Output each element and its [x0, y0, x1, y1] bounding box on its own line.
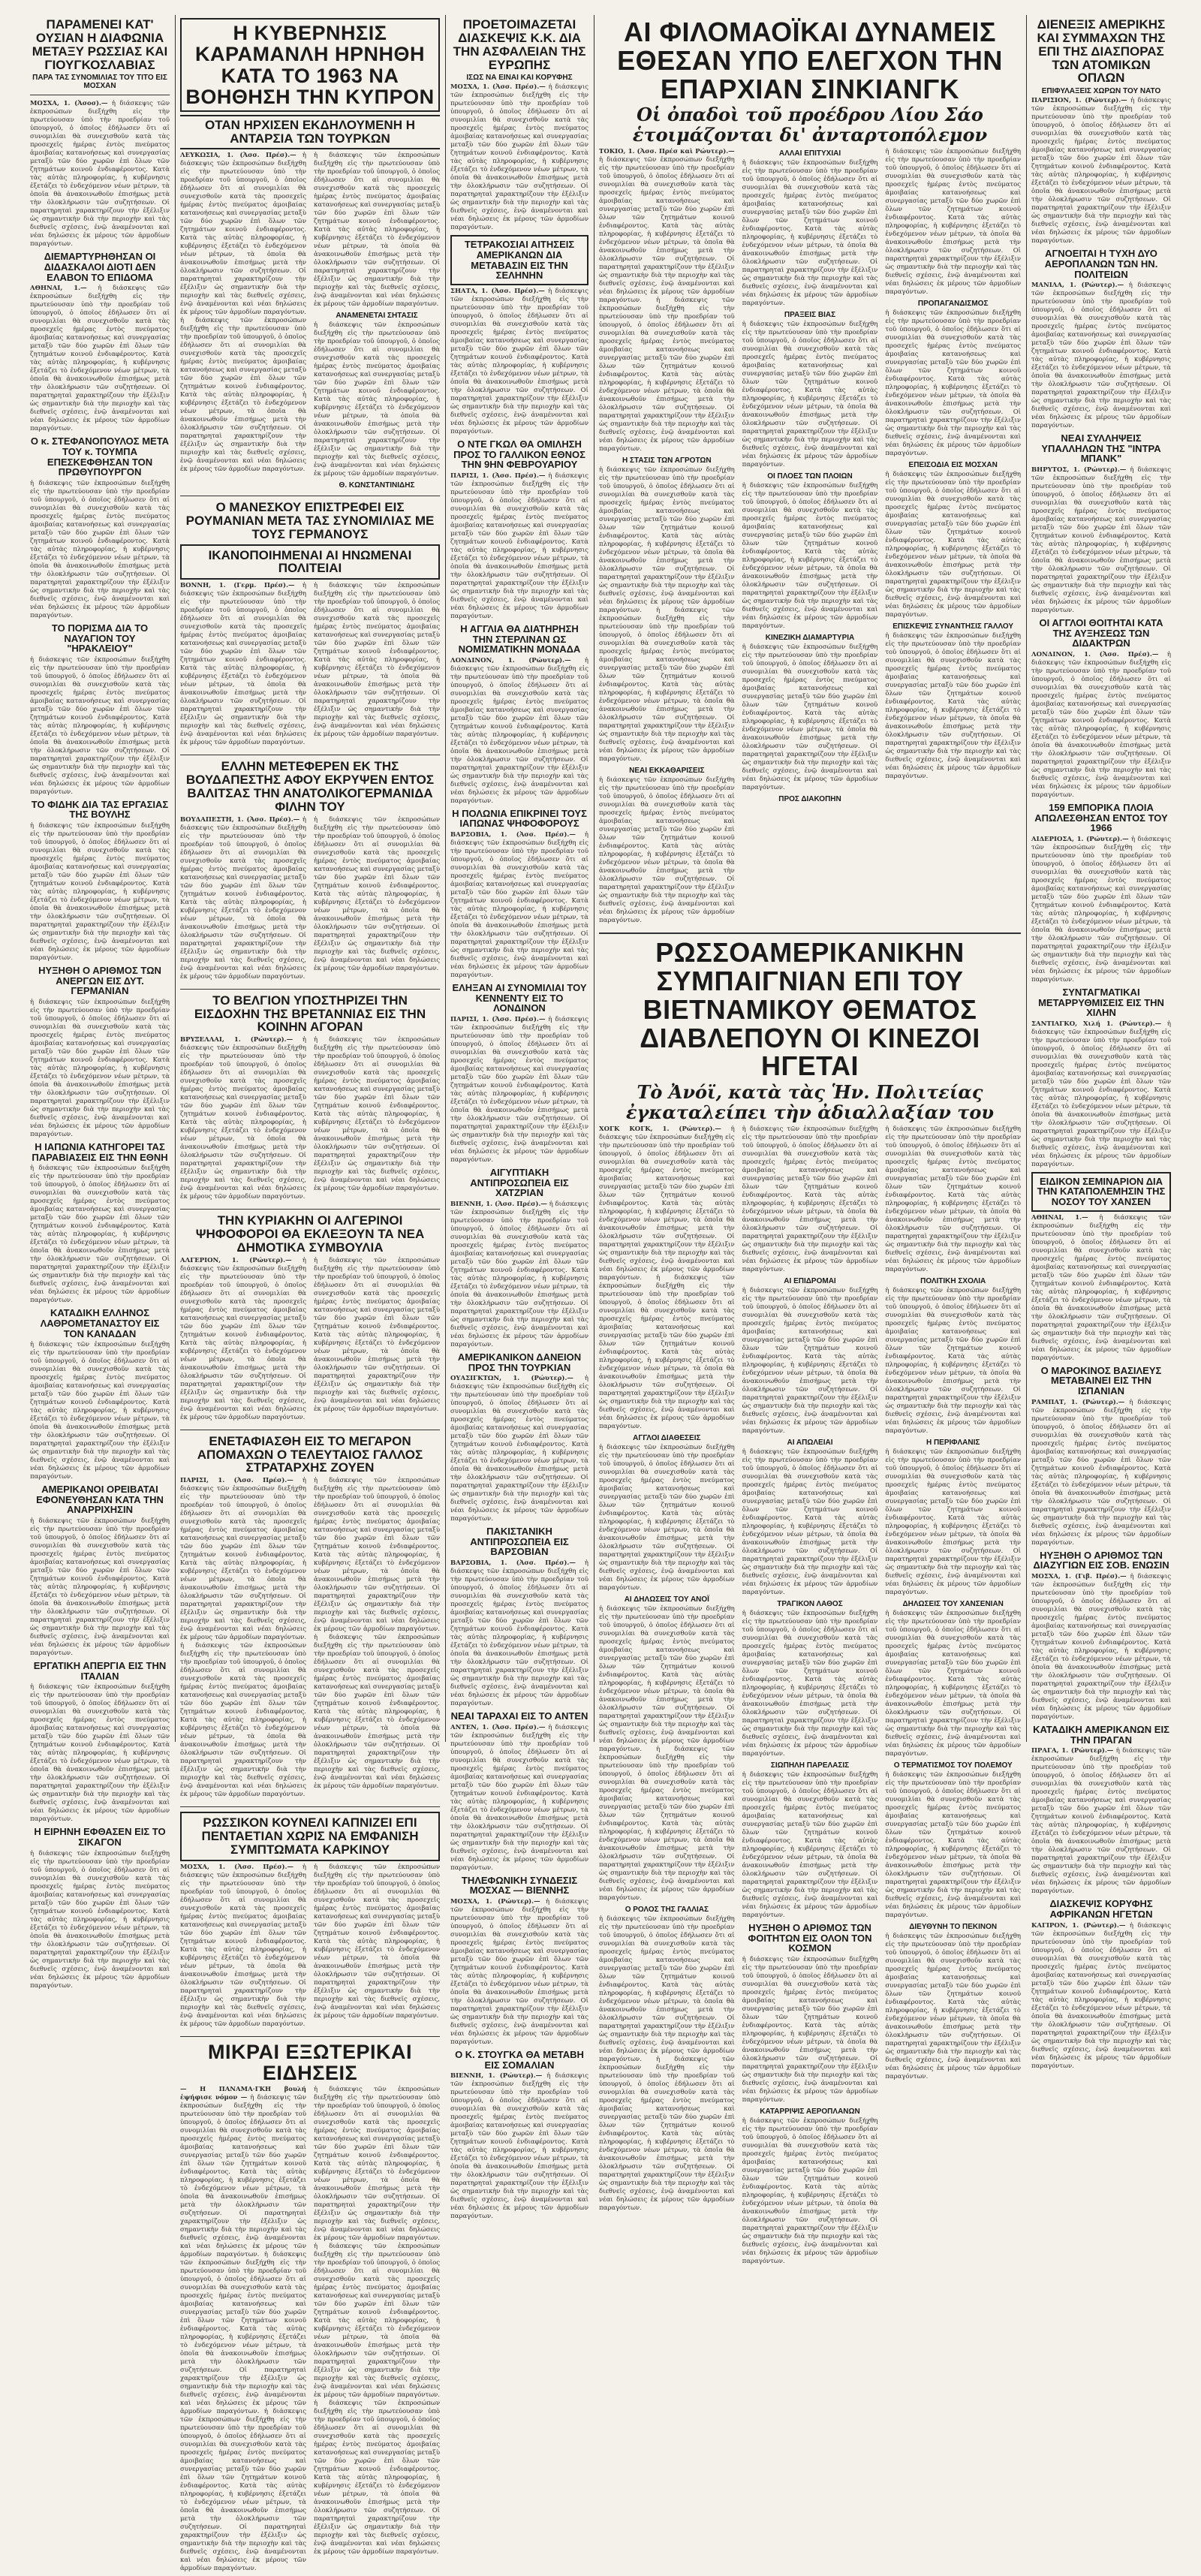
subheadline: ΟΤΑΝ ΗΡΧΙΣΕΝ ΕΚΔΗΛΟΥΜΕΝΗ Η ΑΝΤΑΡΣΙΑ ΤΩΝ ΤΟΥΡΚΩΝ: [180, 115, 440, 149]
headline: Η ΙΑΠΩΝΙΑ ΚΑΤΗΓΟΡΕΙ ΤΑΣ ΠΑΡΑΒΙΑΣΕΙΣ ΕΙΣ ΤΗΝ ΕΘΝΗ: [32, 1140, 168, 1163]
article: ΠΑΡΙΣΙ, 1. (Ἀσσ. Πρέσ).— ἡ διάσκεψις τῶν ἐκπροσώπων διεξήχθη εἰς τὴν πρωτεύουσαν ὑπὸ τὴν προεδρίαν τοῦ ὑπουργοῦ, ὁ ὁποῖος ἐδήλωσεν ὅτι αἱ συνομιλίαι θὰ συνεχισθοῦν κατὰ τὰς προσεχεῖς ἡμέρας ἐντὸς πνεύματος ἀμοιβαίας κατανοήσεως καὶ συνεργασίας μεταξὺ τῶν δύο χωρῶν ἐπὶ ὅλων τῶν ζητημάτων κοινοῦ ἐνδιαφέροντος. Κατὰ τὰς αὐτὰς πληροφορίας, ἡ κυβέρνησις ἐξετάζει τὸ ἐνδεχόμενον νέων μέτρων, τὰ ὁποῖα θὰ ἀνακοινωθοῦν ἐπισήμως μετὰ τὴν ὁλοκλήρωσιν τῶν συζητήσεων. Οἱ παρατηρηταὶ χαρακτηρίζουν τὴν ἐξέλιξιν ὡς σημαντικὴν διὰ τὴν περιοχὴν καὶ τὰς διεθνεῖς σχέσεις, ἐνῷ ἀναμένονται καὶ νέαι δηλώσεις ἐκ μέρους τῶν ἁρμοδίων παραγόντων. ἡ διάσκεψις τῶν ἐκπροσώπων διεξήχθη εἰς τὴν πρωτεύουσαν ὑπὸ τὴν προεδρίαν τοῦ ὑπουργοῦ, ὁ ὁποῖος ἐδήλωσεν ὅτι αἱ συνομιλίαι θὰ συνεχισθοῦν κατὰ τὰς προσεχεῖς ἡμέρας ἐντὸς πνεύματος ἀμοιβαίας κατανοήσεως καὶ συνεργασίας μεταξὺ τῶν δύο χωρῶν ἐπὶ ὅλων τῶν ζητημάτων κοινοῦ ἐνδιαφέροντος. Κατὰ τὰς αὐτὰς πληροφορίας, ἡ κυβέρνησις ἐξετάζει τὸ ἐνδεχόμενον νέων μέτρων, τὰ ὁποῖα θὰ ἀνακοινωθοῦν ἐπισήμως μετὰ τὴν ὁλοκλήρωσιν τῶν συζητήσεων. Οἱ παρατηρηταὶ χαρακτηρίζουν τὴν ἐξέλιξιν ὡς σημαντικὴν διὰ τὴν περιοχὴν καὶ τὰς διεθνεῖς σχέσεις, ἐνῷ ἀναμένονται καὶ νέαι δηλώσεις ἐκ μέρους τῶν ἁρμοδίων παραγόντων.: [180, 1477, 306, 1799]
column-rule: [175, 15, 176, 1742]
headline: ΗΥΞΗΘΗ Ο ΑΡΙΘΜΟΣ ΤΩΝ ΦΟΙΤΗΤΩΝ ΕΙΣ ΟΛΟΝ ΤΟΝ ΚΟΣΜΟΝ: [748, 1921, 872, 1954]
article: ἡ διάσκεψις τῶν ἐκπροσώπων διεξήχθη εἰς τὴν πρωτεύουσαν ὑπὸ τὴν προεδρίαν τοῦ ὑπουργοῦ, ὁ ὁποῖος ἐδήλωσεν ὅτι αἱ συνομιλίαι θὰ συνεχισθοῦν κατὰ τὰς προσεχεῖς ἡμέρας ἐντὸς πνεύματος ἀμοιβαίας κατανοήσεως καὶ συνεργασίας μεταξὺ τῶν δύο χωρῶν ἐπὶ ὅλων τῶν ζητημάτων κοινοῦ ἐνδιαφέροντος. Κατὰ τὰς αὐτὰς πληροφορίας, ἡ κυβέρνησις ἐξετάζει τὸ ἐνδεχόμενον νέων μέτρων, τὰ ὁποῖα θὰ ἀνακοινωθοῦν ἐπισήμως μετὰ τὴν ὁλοκλήρωσιν τῶν συζητήσεων. Οἱ παρατηρηταὶ χαρακτηρίζουν τὴν ἐξέλιξιν ὡς σημαντικὴν διὰ τὴν περιοχὴν καὶ τὰς διεθνεῖς σχέσεις, ἐνῷ ἀναμένονται καὶ νέαι δηλώσεις ἐκ μέρους τῶν ἁρμοδίων παραγόντων.: [742, 1609, 878, 1758]
headline: ΕΙΔΙΚΟΝ ΣΕΜΙΝΑΡΙΟΝ ΔΙΑ ΤΗΝ ΚΑΤΑΠΟΛΕΜΗΣΙΝ ΤΗΣ ΝΟΣΟΥ ΤΟΥ ΧΑΝΣΕΝ: [1031, 1172, 1171, 1212]
article: ΒΑΡΣΟΒΙΑ, 1. (Ἀσσ. Πρέσ).— ἡ διάσκεψις τῶν ἐκπροσώπων διεξήχθη εἰς τὴν πρωτεύουσαν ὑπὸ τὴν προεδρίαν τοῦ ὑπουργοῦ, ὁ ὁποῖος ἐδήλωσεν ὅτι αἱ συνομιλίαι θὰ συνεχισθοῦν κατὰ τὰς προσεχεῖς ἡμέρας ἐντὸς πνεύματος ἀμοιβαίας κατανοήσεως καὶ συνεργασίας μεταξὺ τῶν δύο χωρῶν ἐπὶ ὅλων τῶν ζητημάτων κοινοῦ ἐνδιαφέροντος. Κατὰ τὰς αὐτὰς πληροφορίας, ἡ κυβέρνησις ἐξετάζει τὸ ἐνδεχόμενον νέων μέτρων, τὰ ὁποῖα θὰ ἀνακοινωθοῦν ἐπισήμως μετὰ τὴν ὁλοκλήρωσιν τῶν συζητήσεων. Οἱ παρατηρηταὶ χαρακτηρίζουν τὴν ἐξέλιξιν ὡς σημαντικὴν διὰ τὴν περιοχὴν καὶ τὰς διεθνεῖς σχέσεις, ἐνῷ ἀναμένονται καὶ νέαι δηλώσεις ἐκ μέρους τῶν ἁρμοδίων παραγόντων.: [450, 1559, 588, 1708]
section-kicker: ΚΙΝΕΖΙΚΗ ΔΙΑΜΑΡΤΥΡΙΑ: [765, 634, 855, 643]
headline: ΤΗΝ ΚΥΡΙΑΚΗΝ ΟΙ ΑΛΓΕΡΙΝΟΙ ΨΗΦΟΦΟΡΟΙ ΘΑ ΕΚΛΕΞΟΥΝ ΤΑ ΝΕΑ ΔΗΜΟΤΙΚΑ ΣΥΜΒΟΥΛΙΑ: [195, 1213, 425, 1255]
article: ΜΟΣΧΑ, 1. (Ἀσοσ).— ἡ διάσκεψις τῶν ἐκπροσώπων διεξήχθη εἰς τὴν πρωτεύουσαν ὑπὸ τὴν προεδρίαν τοῦ ὑπουργοῦ, ὁ ὁποῖος ἐδήλωσεν ὅτι αἱ συνομιλίαι θὰ συνεχισθοῦν κατὰ τὰς προσεχεῖς ἡμέρας ἐντὸς πνεύματος ἀμοιβαίας κατανοήσεως καὶ συνεργασίας μεταξὺ τῶν δύο χωρῶν ἐπὶ ὅλων τῶν ζητημάτων κοινοῦ ἐνδιαφέροντος. Κατὰ τὰς αὐτὰς πληροφορίας, ἡ κυβέρνησις ἐξετάζει τὸ ἐνδεχόμενον νέων μέτρων, τὰ ὁποῖα θὰ ἀνακοινωθοῦν ἐπισήμως μετὰ τὴν ὁλοκλήρωσιν τῶν συζητήσεων. Οἱ παρατηρηταὶ χαρακτηρίζουν τὴν ἐξέλιξιν ὡς σημαντικὴν διὰ τὴν περιοχὴν καὶ τὰς διεθνεῖς σχέσεις, ἐνῷ ἀναμένονται καὶ νέαι δηλώσεις ἐκ μέρους τῶν ἁρμοδίων παραγόντων.: [30, 100, 170, 249]
subheadline: ΙΚΑΝΟΠΟΙΗΜΕΝΑΙ ΑΙ ΗΝΩΜΕΝΑΙ ΠΟΛΙΤΕΙΑΙ: [180, 544, 440, 580]
article: ἡ διάσκεψις τῶν ἐκπροσώπων διεξήχθη εἰς τὴν πρωτεύουσαν ὑπὸ τὴν προεδρίαν τοῦ ὑπουργοῦ, ὁ ὁποῖος ἐδήλωσεν ὅτι αἱ συνομιλίαι θὰ συνεχισθοῦν κατὰ τὰς προσεχεῖς ἡμέρας ἐντὸς πνεύματος ἀμοιβαίας κατανοήσεως καὶ συνεργασίας μεταξὺ τῶν δύο χωρῶν ἐπὶ ὅλων τῶν ζητημάτων κοινοῦ ἐνδιαφέροντος. Κατὰ τὰς αὐτὰς πληροφορίας, ἡ κυβέρνησις ἐξετάζει τὸ ἐνδεχόμενον νέων μέτρων, τὰ ὁποῖα θὰ ἀνακοινωθοῦν ἐπισήμως μετὰ τὴν ὁλοκλήρωσιν τῶν συζητήσεων. Οἱ παρατηρηταὶ χαρακτηρίζουν τὴν ἐξέλιξιν ὡς σημαντικὴν διὰ τὴν περιοχὴν καὶ τὰς διεθνεῖς σχέσεις, ἐνῷ ἀναμένονται καὶ νέαι δηλώσεις ἐκ μέρους τῶν ἁρμοδίων παραγόντων.: [742, 1955, 878, 2104]
article: ἡ διάσκεψις τῶν ἐκπροσώπων διεξήχθη εἰς τὴν πρωτεύουσαν ὑπὸ τὴν προεδρίαν τοῦ ὑπουργοῦ, ὁ ὁποῖος ἐδήλωσεν ὅτι αἱ συνομιλίαι θὰ συνεχισθοῦν κατὰ τὰς προσεχεῖς ἡμέρας ἐντὸς πνεύματος ἀμοιβαίας κατανοήσεως καὶ συνεργασίας μεταξὺ τῶν δύο χωρῶν ἐπὶ ὅλων τῶν ζητημάτων κοινοῦ ἐνδιαφέροντος. Κατὰ τὰς αὐτὰς πληροφορίας, ἡ κυβέρνησις ἐξετάζει τὸ ἐνδεχόμενον νέων μέτρων, τὰ ὁποῖα θὰ ἀνακοινωθοῦν ἐπισήμως μετὰ τὴν ὁλοκλήρωσιν τῶν συζητήσεων. Οἱ παρατηρηταὶ χαρακτηρίζουν τὴν ἐξέλιξιν ὡς σημαντικὴν διὰ τὴν περιοχὴν καὶ τὰς διεθνεῖς σχέσεις, ἐνῷ ἀναμένονται καὶ νέαι δηλώσεις ἐκ μέρους τῶν ἁρμοδίων παραγόντων.: [314, 1256, 440, 1413]
article: ΠΑΡΙΣΙ, 1. (Ἀσσ. Πρέσ).— ἡ διάσκεψις τῶν ἐκπροσώπων διεξήχθη εἰς τὴν πρωτεύουσαν ὑπὸ τὴν προεδρίαν τοῦ ὑπουργοῦ, ὁ ὁποῖος ἐδήλωσεν ὅτι αἱ συνομιλίαι θὰ συνεχισθοῦν κατὰ τὰς προσεχεῖς ἡμέρας ἐντὸς πνεύματος ἀμοιβαίας κατανοήσεως καὶ συνεργασίας μεταξὺ τῶν δύο χωρῶν ἐπὶ ὅλων τῶν ζητημάτων κοινοῦ ἐνδιαφέροντος. Κατὰ τὰς αὐτὰς πληροφορίας, ἡ κυβέρνησις ἐξετάζει τὸ ἐνδεχόμενον νέων μέτρων, τὰ ὁποῖα θὰ ἀνακοινωθοῦν ἐπισήμως μετὰ τὴν ὁλοκλήρωσιν τῶν συζητήσεων. Οἱ παρατηρηταὶ χαρακτηρίζουν τὴν ἐξέλιξιν ὡς σημαντικὴν διὰ τὴν περιοχὴν καὶ τὰς διεθνεῖς σχέσεις, ἐνῷ ἀναμένονται καὶ νέαι δηλώσεις ἐκ μέρους τῶν ἁρμοδίων παραγόντων.: [450, 1015, 588, 1164]
headline: ΔΙΑΣΚΕΨΙΣ ΚΟΡΥΦΗΣ ΑΦΡΙΚΑΝΩΝ ΗΓΕΤΩΝ: [1049, 1898, 1153, 1920]
headline: ΔΙΕΜΑΡΤΥΡΗΘΗΣΑΝ ΟΙ ΔΙΔΑΣΚΑΛΟΙ ΔΙΟΤΙ ΔΕΝ ΕΛΑΒΟΝ ΤΟ ΕΠΙΔΟΜΑ: [44, 251, 156, 283]
headline: ΔΙΕΝΕΞΙΣ ΑΜΕΡΙΚΗΣ ΚΑΙ ΣΥΜΜΑΧΩΝ ΤΗΣ ΕΠΙ ΤΗΣ ΔΙΑΣΠΟΡΑΣ ΤΩΝ ΑΤΟΜΙΚΩΝ ΟΠΛΩΝ: [1037, 17, 1166, 86]
article: ἡ διάσκεψις τῶν ἐκπροσώπων διεξήχθη εἰς τὴν πρωτεύουσαν ὑπὸ τὴν προεδρίαν τοῦ ὑπουργοῦ, ὁ ὁποῖος ἐδήλωσεν ὅτι αἱ συνομιλίαι θὰ συνεχισθοῦν κατὰ τὰς προσεχεῖς ἡμέρας ἐντὸς πνεύματος ἀμοιβαίας κατανοήσεως καὶ συνεργασίας μεταξὺ τῶν δύο χωρῶν ἐπὶ ὅλων τῶν ζητημάτων κοινοῦ ἐνδιαφέροντος. Κατὰ τὰς αὐτὰς πληροφορίας, ἡ κυβέρνησις ἐξετάζει τὸ ἐνδεχόμενον νέων μέτρων, τὰ ὁποῖα θὰ ἀνακοινωθοῦν ἐπισήμως μετὰ τὴν ὁλοκλήρωσιν τῶν συζητήσεων. Οἱ παρατηρηταὶ χαρακτηρίζουν τὴν ἐξέλιξιν ὡς σημαντικὴν διὰ τὴν περιοχὴν καὶ τὰς διεθνεῖς σχέσεις, ἐνῷ ἀναμένονται καὶ νέαι δηλώσεις ἐκ μέρους τῶν ἁρμοδίων παραγόντων.: [742, 482, 878, 631]
article: ΛΕΥΚΩΣΙΑ, 1. (Ἀσσ. Πρέσ).— ἡ διάσκεψις τῶν ἐκπροσώπων διεξήχθη εἰς τὴν πρωτεύουσαν ὑπὸ τὴν προεδρίαν τοῦ ὑπουργοῦ, ὁ ὁποῖος ἐδήλωσεν ὅτι αἱ συνομιλίαι θὰ συνεχισθοῦν κατὰ τὰς προσεχεῖς ἡμέρας ἐντὸς πνεύματος ἀμοιβαίας κατανοήσεως καὶ συνεργασίας μεταξὺ τῶν δύο χωρῶν ἐπὶ ὅλων τῶν ζητημάτων κοινοῦ ἐνδιαφέροντος. Κατὰ τὰς αὐτὰς πληροφορίας, ἡ κυβέρνησις ἐξετάζει τὸ ἐνδεχόμενον νέων μέτρων, τὰ ὁποῖα θὰ ἀνακοινωθοῦν ἐπισήμως μετὰ τὴν ὁλοκλήρωσιν τῶν συζητήσεων. Οἱ παρατηρηταὶ χαρακτηρίζουν τὴν ἐξέλιξιν ὡς σημαντικὴν διὰ τὴν περιοχὴν καὶ τὰς διεθνεῖς σχέσεις, ἐνῷ ἀναμένονται καὶ νέαι δηλώσεις ἐκ μέρους τῶν ἁρμοδίων παραγόντων. ἡ διάσκεψις τῶν ἐκπροσώπων διεξήχθη εἰς τὴν πρωτεύουσαν ὑπὸ τὴν προεδρίαν τοῦ ὑπουργοῦ, ὁ ὁποῖος ἐδήλωσεν ὅτι αἱ συνομιλίαι θὰ συνεχισθοῦν κατὰ τὰς προσεχεῖς ἡμέρας ἐντὸς πνεύματος ἀμοιβαίας κατανοήσεως καὶ συνεργασίας μεταξὺ τῶν δύο χωρῶν ἐπὶ ὅλων τῶν ζητημάτων κοινοῦ ἐνδιαφέροντος. Κατὰ τὰς αὐτὰς πληροφορίας, ἡ κυβέρνησις ἐξετάζει τὸ ἐνδεχόμενον νέων μέτρων, τὰ ὁποῖα θὰ ἀνακοινωθοῦν ἐπισήμως μετὰ τὴν ὁλοκλήρωσιν τῶν συζητήσεων. Οἱ παρατηρηταὶ χαρακτηρίζουν τὴν ἐξέλιξιν ὡς σημαντικὴν διὰ τὴν περιοχὴν καὶ τὰς διεθνεῖς σχέσεις, ἐνῷ ἀναμένονται καὶ νέαι δηλώσεις ἐκ μέρους τῶν ἁρμοδίων παραγόντων.: [180, 152, 307, 474]
article: ΒΑΡΣΟΒΙΑ, 1. (Ἀσσ. Πρέσ).— ἡ διάσκεψις τῶν ἐκπροσώπων διεξήχθη εἰς τὴν πρωτεύουσαν ὑπὸ τὴν προεδρίαν τοῦ ὑπουργοῦ, ὁ ὁποῖος ἐδήλωσεν ὅτι αἱ συνομιλίαι θὰ συνεχισθοῦν κατὰ τὰς προσεχεῖς ἡμέρας ἐντὸς πνεύματος ἀμοιβαίας κατανοήσεως καὶ συνεργασίας μεταξὺ τῶν δύο χωρῶν ἐπὶ ὅλων τῶν ζητημάτων κοινοῦ ἐνδιαφέροντος. Κατὰ τὰς αὐτὰς πληροφορίας, ἡ κυβέρνησις ἐξετάζει τὸ ἐνδεχόμενον νέων μέτρων, τὰ ὁποῖα θὰ ἀνακοινωθοῦν ἐπισήμως μετὰ τὴν ὁλοκλήρωσιν τῶν συζητήσεων. Οἱ παρατηρηταὶ χαρακτηρίζουν τὴν ἐξέλιξιν ὡς σημαντικὴν διὰ τὴν περιοχὴν καὶ τὰς διεθνεῖς σχέσεις, ἐνῷ ἀναμένονται καὶ νέαι δηλώσεις ἐκ μέρους τῶν ἁρμοδίων παραγόντων.: [450, 831, 588, 980]
section-kicker: ΕΠΙΣΚΕΨΙΣ ΣΥΝΑΝΤΗΣΙΣ ΓΑΛΛΟΥ: [892, 622, 1014, 631]
headline: ΤΟ ΦΙΔΗΚ ΔΙΑ ΤΑΣ ΕΡΓΑΣΙΑΣ ΤΗΣ ΒΟΥΛΗΣ: [31, 798, 169, 821]
column-1: [30, 15, 170, 1990]
article: ἡ διάσκεψις τῶν ἐκπροσώπων διεξήχθη εἰς τὴν πρωτεύουσαν ὑπὸ τὴν προεδρίαν τοῦ ὑπουργοῦ, ὁ ὁποῖος ἐδήλωσεν ὅτι αἱ συνομιλίαι θὰ συνεχισθοῦν κατὰ τὰς προσεχεῖς ἡμέρας ἐντὸς πνεύματος ἀμοιβαίας κατανοήσεως καὶ συνεργασίας μεταξὺ τῶν δύο χωρῶν ἐπὶ ὅλων τῶν ζητημάτων κοινοῦ ἐνδιαφέροντος. Κατὰ τὰς αὐτὰς πληροφορίας, ἡ κυβέρνησις ἐξετάζει τὸ ἐνδεχόμενον νέων μέτρων, τὰ ὁποῖα θὰ ἀνακοινωθοῦν ἐπισήμως μετὰ τὴν ὁλοκλήρωσιν τῶν συζητήσεων. Οἱ παρατηρηταὶ χαρακτηρίζουν τὴν ἐξέλιξιν ὡς σημαντικὴν διὰ τὴν περιοχὴν καὶ τὰς διεθνεῖς σχέσεις, ἐνῷ ἀναμένονται καὶ νέαι δηλώσεις ἐκ μέρους τῶν ἁρμοδίων παραγόντων.: [742, 643, 878, 792]
section-kicker: ΚΑΤΑΡΡΙΨΙΣ ΑΕΡΟΠΛΑΝΩΝ: [760, 2107, 860, 2116]
article: ΒΡΥΞΕΛΛΑΙ, 1. (Ρώυτερ).— ἡ διάσκεψις τῶν ἐκπροσώπων διεξήχθη εἰς τὴν πρωτεύουσαν ὑπὸ τὴν προεδρίαν τοῦ ὑπουργοῦ, ὁ ὁποῖος ἐδήλωσεν ὅτι αἱ συνομιλίαι θὰ συνεχισθοῦν κατὰ τὰς προσεχεῖς ἡμέρας ἐντὸς πνεύματος ἀμοιβαίας κατανοήσεως καὶ συνεργασίας μεταξὺ τῶν δύο χωρῶν ἐπὶ ὅλων τῶν ζητημάτων κοινοῦ ἐνδιαφέροντος. Κατὰ τὰς αὐτὰς πληροφορίας, ἡ κυβέρνησις ἐξετάζει τὸ ἐνδεχόμενον νέων μέτρων, τὰ ὁποῖα θὰ ἀνακοινωθοῦν ἐπισήμως μετὰ τὴν ὁλοκλήρωσιν τῶν συζητήσεων. Οἱ παρατηρηταὶ χαρακτηρίζουν τὴν ἐξέλιξιν ὡς σημαντικὴν διὰ τὴν περιοχὴν καὶ τὰς διεθνεῖς σχέσεις, ἐνῷ ἀναμένονται καὶ νέαι δηλώσεις ἐκ μέρους τῶν ἁρμοδίων παραγόντων.: [180, 1036, 307, 1201]
headline: Η ΕΙΡΗΝΗ ΕΦΘΑΣΕΝ ΕΙΣ ΤΟ ΣΙΚΑΓΟΝ: [34, 1826, 166, 1848]
article: ἡ διάσκεψις τῶν ἐκπροσώπων διεξήχθη εἰς τὴν πρωτεύουσαν ὑπὸ τὴν προεδρίαν τοῦ ὑπουργοῦ, ὁ ὁποῖος ἐδήλωσεν ὅτι αἱ συνομιλίαι θὰ συνεχισθοῦν κατὰ τὰς προσεχεῖς ἡμέρας ἐντὸς πνεύματος ἀμοιβαίας κατανοήσεως καὶ συνεργασίας μεταξὺ τῶν δύο χωρῶν ἐπὶ ὅλων τῶν ζητημάτων κοινοῦ ἐνδιαφέροντος. Κατὰ τὰς αὐτὰς πληροφορίας, ἡ κυβέρνησις ἐξετάζει τὸ ἐνδεχόμενον νέων μέτρων, τὰ ὁποῖα θὰ ἀνακοινωθοῦν ἐπισήμως μετὰ τὴν ὁλοκλήρωσιν τῶν συζητήσεων. Οἱ παρατηρηταὶ χαρακτηρίζουν τὴν ἐξέλιξιν ὡς σημαντικὴν διὰ τὴν περιοχὴν καὶ τὰς διεθνεῖς σχέσεις, ἐνῷ ἀναμένονται καὶ νέαι δηλώσεις ἐκ μέρους τῶν ἁρμοδίων παραγόντων. ἡ διάσκεψις τῶν ἐκπροσώπων διεξήχθη εἰς τὴν πρωτεύουσαν ὑπὸ τὴν προεδρίαν τοῦ ὑπουργοῦ, ὁ ὁποῖος ἐδήλωσεν ὅτι αἱ συνομιλίαι θὰ συνεχισθοῦν κατὰ τὰς προσεχεῖς ἡμέρας ἐντὸς πνεύματος ἀμοιβαίας κατανοήσεως καὶ συνεργασίας μεταξὺ τῶν δύο χωρῶν ἐπὶ ὅλων τῶν ζητημάτων κοινοῦ ἐνδιαφέροντος. Κατὰ τὰς αὐτὰς πληροφορίας, ἡ κυβέρνησις ἐξετάζει τὸ ἐνδεχόμενον νέων μέτρων, τὰ ὁποῖα θὰ ἀνακοινωθοῦν ἐπισήμως μετὰ τὴν ὁλοκλήρωσιν τῶν συζητήσεων. Οἱ παρατηρηταὶ χαρακτηρίζουν τὴν ἐξέλιξιν ὡς σημαντικὴν διὰ τὴν περιοχὴν καὶ τὰς διεθνεῖς σχέσεις, ἐνῷ ἀναμένονται καὶ νέαι δηλώσεις ἐκ μέρους τῶν ἁρμοδίων παραγόντων.: [599, 466, 735, 764]
article: ἡ διάσκεψις τῶν ἐκπροσώπων διεξήχθη εἰς τὴν πρωτεύουσαν ὑπὸ τὴν προεδρίαν τοῦ ὑπουργοῦ, ὁ ὁποῖος ἐδήλωσεν ὅτι αἱ συνομιλίαι θὰ συνεχισθοῦν κατὰ τὰς προσεχεῖς ἡμέρας ἐντὸς πνεύματος ἀμοιβαίας κατανοήσεως καὶ συνεργασίας μεταξὺ τῶν δύο χωρῶν ἐπὶ ὅλων τῶν ζητημάτων κοινοῦ ἐνδιαφέροντος. Κατὰ τὰς αὐτὰς πληροφορίας, ἡ κυβέρνησις ἐξετάζει τὸ ἐνδεχόμενον νέων μέτρων, τὰ ὁποῖα θὰ ἀνακοινωθοῦν ἐπισήμως μετὰ τὴν ὁλοκλήρωσιν τῶν συζητήσεων. Οἱ παρατηρηταὶ χαρακτηρίζουν τὴν ἐξέλιξιν ὡς σημαντικὴν διὰ τὴν περιοχὴν καὶ τὰς διεθνεῖς σχέσεις, ἐνῷ ἀναμένονται καὶ νέαι δηλώσεις ἐκ μέρους τῶν ἁρμοδίων παραγόντων.: [885, 1286, 1022, 1435]
banner-headline: Η ΚΥΒΕΡΝΗΣΙΣ ΚΑΡΑΜΑΝΛΗ ΗΡΝΗΘΗ ΚΑΤΑ ΤΟ 1963 ΝΑ ΒΟΗΘΗΣΗ ΤΗΝ ΚΥΠΡΟΝ: [180, 18, 440, 112]
headline: Ο Κ. ΣΤΟΥΓΚΑ ΘΑ ΜΕΤΑΒΗ ΕΙΣ ΣΟΜΑΛΙΑΝ: [455, 2049, 584, 2071]
article: ἡ διάσκεψις τῶν ἐκπροσώπων διεξήχθη εἰς τὴν πρωτεύουσαν ὑπὸ τὴν προεδρίαν τοῦ ὑπουργοῦ, ὁ ὁποῖος ἐδήλωσεν ὅτι αἱ συνομιλίαι θὰ συνεχισθοῦν κατὰ τὰς προσεχεῖς ἡμέρας ἐντὸς πνεύματος ἀμοιβαίας κατανοήσεως καὶ συνεργασίας μεταξὺ τῶν δύο χωρῶν ἐπὶ ὅλων τῶν ζητημάτων κοινοῦ ἐνδιαφέροντος. Κατὰ τὰς αὐτὰς πληροφορίας, ἡ κυβέρνησις ἐξετάζει τὸ ἐνδεχόμενον νέων μέτρων, τὰ ὁποῖα θὰ ἀνακοινωθοῦν ἐπισήμως μετὰ τὴν ὁλοκλήρωσιν τῶν συζητήσεων. Οἱ παρατηρηταὶ χαρακτηρίζουν τὴν ἐξέλιξιν ὡς σημαντικὴν διὰ τὴν περιοχὴν καὶ τὰς διεθνεῖς σχέσεις, ἐνῷ ἀναμένονται καὶ νέαι δηλώσεις ἐκ μέρους τῶν ἁρμοδίων παραγόντων.: [742, 159, 878, 308]
article: ἡ διάσκεψις τῶν ἐκπροσώπων διεξήχθη εἰς τὴν πρωτεύουσαν ὑπὸ τὴν προεδρίαν τοῦ ὑπουργοῦ, ὁ ὁποῖος ἐδήλωσεν ὅτι αἱ συνομιλίαι θὰ συνεχισθοῦν κατὰ τὰς προσεχεῖς ἡμέρας ἐντὸς πνεύματος ἀμοιβαίας κατανοήσεως καὶ συνεργασίας μεταξὺ τῶν δύο χωρῶν ἐπὶ ὅλων τῶν ζητημάτων κοινοῦ ἐνδιαφέροντος. Κατὰ τὰς αὐτὰς πληροφορίας, ἡ κυβέρνησις ἐξετάζει τὸ ἐνδεχόμενον νέων μέτρων, τὰ ὁποῖα θὰ ἀνακοινωθοῦν ἐπισήμως μετὰ τὴν ὁλοκλήρωσιν τῶν συζητήσεων. Οἱ παρατηρηταὶ χαρακτηρίζουν τὴν ἐξέλιξιν ὡς σημαντικὴν διὰ τὴν περιοχὴν καὶ τὰς διεθνεῖς σχέσεις, ἐνῷ ἀναμένονται καὶ νέαι δηλώσεις ἐκ μέρους τῶν ἁρμοδίων παραγόντων.: [742, 1125, 878, 1273]
article: ΒΗΡΥΤΟΣ, 1. (Ρώυτερ).— ἡ διάσκεψις τῶν ἐκπροσώπων διεξήχθη εἰς τὴν πρωτεύουσαν ὑπὸ τὴν προεδρίαν τοῦ ὑπουργοῦ, ὁ ὁποῖος ἐδήλωσεν ὅτι αἱ συνομιλίαι θὰ συνεχισθοῦν κατὰ τὰς προσεχεῖς ἡμέρας ἐντὸς πνεύματος ἀμοιβαίας κατανοήσεως καὶ συνεργασίας μεταξὺ τῶν δύο χωρῶν ἐπὶ ὅλων τῶν ζητημάτων κοινοῦ ἐνδιαφέροντος. Κατὰ τὰς αὐτὰς πληροφορίας, ἡ κυβέρνησις ἐξετάζει τὸ ἐνδεχόμενον νέων μέτρων, τὰ ὁποῖα θὰ ἀνακοινωθοῦν ἐπισήμως μετὰ τὴν ὁλοκλήρωσιν τῶν συζητήσεων. Οἱ παρατηρηταὶ χαρακτηρίζουν τὴν ἐξέλιξιν ὡς σημαντικὴν διὰ τὴν περιοχὴν καὶ τὰς διεθνεῖς σχέσεις, ἐνῷ ἀναμένονται καὶ νέαι δηλώσεις ἐκ μέρους τῶν ἁρμοδίων παραγόντων.: [1031, 466, 1171, 615]
section-kicker: ΠΡΑΞΕΙΣ ΒΙΑΣ: [784, 311, 836, 320]
headline: ΑΙΓΥΠΤΙΑΚΗ ΑΝΤΙΠΡΟΣΩΠΕΙΑ ΕΙΣ ΧΑΤΖΡΙΑΝ: [470, 1166, 569, 1199]
article: ΑΛΓΕΡΙΟΝ, 1. (Ρώυτερ).— ἡ διάσκεψις τῶν ἐκπροσώπων διεξήχθη εἰς τὴν πρωτεύουσαν ὑπὸ τὴν προεδρίαν τοῦ ὑπουργοῦ, ὁ ὁποῖος ἐδήλωσεν ὅτι αἱ συνομιλίαι θὰ συνεχισθοῦν κατὰ τὰς προσεχεῖς ἡμέρας ἐντὸς πνεύματος ἀμοιβαίας κατανοήσεως καὶ συνεργασίας μεταξὺ τῶν δύο χωρῶν ἐπὶ ὅλων τῶν ζητημάτων κοινοῦ ἐνδιαφέροντος. Κατὰ τὰς αὐτὰς πληροφορίας, ἡ κυβέρνησις ἐξετάζει τὸ ἐνδεχόμενον νέων μέτρων, τὰ ὁποῖα θὰ ἀνακοινωθοῦν ἐπισήμως μετὰ τὴν ὁλοκλήρωσιν τῶν συζητήσεων. Οἱ παρατηρηταὶ χαρακτηρίζουν τὴν ἐξέλιξιν ὡς σημαντικὴν διὰ τὴν περιοχὴν καὶ τὰς διεθνεῖς σχέσεις, ἐνῷ ἀναμένονται καὶ νέαι δηλώσεις ἐκ μέρους τῶν ἁρμοδίων παραγόντων.: [180, 1256, 306, 1421]
section-kicker: ΠΟΛΙΤΙΚΗ ΣΧΟΛΙΑ: [920, 1276, 986, 1285]
article: ἡ διάσκεψις τῶν ἐκπροσώπων διεξήχθη εἰς τὴν πρωτεύουσαν ὑπὸ τὴν προεδρίαν τοῦ ὑπουργοῦ, ὁ ὁποῖος ἐδήλωσεν ὅτι αἱ συνομιλίαι θὰ συνεχισθοῦν κατὰ τὰς προσεχεῖς ἡμέρας ἐντὸς πνεύματος ἀμοιβαίας κατανοήσεως καὶ συνεργασίας μεταξὺ τῶν δύο χωρῶν ἐπὶ ὅλων τῶν ζητημάτων κοινοῦ ἐνδιαφέροντος. Κατὰ τὰς αὐτὰς πληροφορίας, ἡ κυβέρνησις ἐξετάζει τὸ ἐνδεχόμενον νέων μέτρων, τὰ ὁποῖα θὰ ἀνακοινωθοῦν ἐπισήμως μετὰ τὴν ὁλοκλήρωσιν τῶν συζητήσεων. Οἱ παρατηρηταὶ χαρακτηρίζουν τὴν ἐξέλιξιν ὡς σημαντικὴν διὰ τὴν περιοχὴν καὶ τὰς διεθνεῖς σχέσεις, ἐνῷ ἀναμένονται καὶ νέαι δηλώσεις ἐκ μέρους τῶν ἁρμοδίων παραγόντων.: [885, 1770, 1022, 1919]
article: ΒΟΥΔΑΠΕΣΤΗ, 1. (Ἀσσ. Πρέσ).— ἡ διάσκεψις τῶν ἐκπροσώπων διεξήχθη εἰς τὴν πρωτεύουσαν ὑπὸ τὴν προεδρίαν τοῦ ὑπουργοῦ, ὁ ὁποῖος ἐδήλωσεν ὅτι αἱ συνομιλίαι θὰ συνεχισθοῦν κατὰ τὰς προσεχεῖς ἡμέρας ἐντὸς πνεύματος ἀμοιβαίας κατανοήσεως καὶ συνεργασίας μεταξὺ τῶν δύο χωρῶν ἐπὶ ὅλων τῶν ζητημάτων κοινοῦ ἐνδιαφέροντος. Κατὰ τὰς αὐτὰς πληροφορίας, ἡ κυβέρνησις ἐξετάζει τὸ ἐνδεχόμενον νέων μέτρων, τὰ ὁποῖα θὰ ἀνακοινωθοῦν ἐπισήμως μετὰ τὴν ὁλοκλήρωσιν τῶν συζητήσεων. Οἱ παρατηρηταὶ χαρακτηρίζουν τὴν ἐξέλιξιν ὡς σημαντικὴν διὰ τὴν περιοχὴν καὶ τὰς διεθνεῖς σχέσεις, ἐνῷ ἀναμένονται καὶ νέαι δηλώσεις ἐκ μέρους τῶν ἁρμοδίων παραγόντων.: [180, 815, 306, 981]
column-3: [450, 15, 589, 2221]
headline: ΑΓΝΟΕΙΤΑΙ Η ΤΥΧΗ ΔΥΟ ΑΕΡΟΠΛΑΝΩΝ ΤΩΝ ΗΝ. ΠΟΛΙΤΕΙΩΝ: [1044, 248, 1158, 280]
article: ἡ διάσκεψις τῶν ἐκπροσώπων διεξήχθη εἰς τὴν πρωτεύουσαν ὑπὸ τὴν προεδρίαν τοῦ ὑπουργοῦ, ὁ ὁποῖος ἐδήλωσεν ὅτι αἱ συνομιλίαι θὰ συνεχισθοῦν κατὰ τὰς προσεχεῖς ἡμέρας ἐντὸς πνεύματος ἀμοιβαίας κατανοήσεως καὶ συνεργασίας μεταξὺ τῶν δύο χωρῶν ἐπὶ ὅλων τῶν ζητημάτων κοινοῦ ἐνδιαφέροντος. Κατὰ τὰς αὐτὰς πληροφορίας, ἡ κυβέρνησις ἐξετάζει τὸ ἐνδεχόμενον νέων μέτρων, τὰ ὁποῖα θὰ ἀνακοινωθοῦν ἐπισήμως μετὰ τὴν ὁλοκλήρωσιν τῶν συζητήσεων. Οἱ παρατηρηταὶ χαρακτηρίζουν τὴν ἐξέλιξιν ὡς σημαντικὴν διὰ τὴν περιοχὴν καὶ τὰς διεθνεῖς σχέσεις, ἐνῷ ἀναμένονται καὶ νέαι δηλώσεις ἐκ μέρους τῶν ἁρμοδίων παραγόντων.: [314, 815, 440, 972]
section-kicker: Η ΣΤΑΣΙΣ ΤΩΝ ΑΓΡΟΤΩΝ: [622, 456, 712, 465]
headline: ΤΕΤΡΑΚΟΣΙΑΙ ΑΙΤΗΣΕΙΣ ΑΜΕΡΙΚΑΝΩΝ ΔΙΑ ΜΕΤΑΒΑΣΙΝ ΕΙΣ ΤΗΝ ΣΕΛΗΝΗΝ: [450, 235, 588, 285]
article: ἡ διάσκεψις τῶν ἐκπροσώπων διεξήχθη εἰς τὴν πρωτεύουσαν ὑπὸ τὴν προεδρίαν τοῦ ὑπουργοῦ, ὁ ὁποῖος ἐδήλωσεν ὅτι αἱ συνομιλίαι θὰ συνεχισθοῦν κατὰ τὰς προσεχεῖς ἡμέρας ἐντὸς πνεύματος ἀμοιβαίας κατανοήσεως καὶ συνεργασίας μεταξὺ τῶν δύο χωρῶν ἐπὶ ὅλων τῶν ζητημάτων κοινοῦ ἐνδιαφέροντος. Κατὰ τὰς αὐτὰς πληροφορίας, ἡ κυβέρνησις ἐξετάζει τὸ ἐνδεχόμενον νέων μέτρων, τὰ ὁποῖα θὰ ἀνακοινωθοῦν ἐπισήμως μετὰ τὴν ὁλοκλήρωσιν τῶν συζητήσεων. Οἱ παρατηρηταὶ χαρακτηρίζουν τὴν ἐξέλιξιν ὡς σημαντικὴν διὰ τὴν περιοχὴν καὶ τὰς διεθνεῖς σχέσεις, ἐνῷ ἀναμένονται καὶ νέαι δηλώσεις ἐκ μέρους τῶν ἁρμοδίων παραγόντων.: [30, 1849, 170, 1990]
headline: ΟΙ ΑΓΓΛΟΙ ΘΟΙΤΗΤΑΙ ΚΑΤΑ ΤΗΣ ΑΥΞΗΣΕΩΣ ΤΩΝ ΔΙΔΑΚΤΡΩΝ: [1039, 617, 1163, 649]
section-kicker: ΔΗΛΩΣΕΙΣ ΤΟΥ ΧΑΝΣΕΝΙΑΝ: [902, 1599, 1004, 1608]
section-kicker: ΣΙΩΠΗΛΗ ΠΑΡΕΛΑΣΙΣ: [770, 1761, 850, 1770]
section-kicker: Ο ΡΟΛΟΣ ΤΗΣ ΓΑΛΛΙΑΣ: [625, 1905, 709, 1914]
headline: ΤΟ ΒΕΛΓΙΟΝ ΥΠΟΣΤΗΡΙΖΕΙ ΤΗΝ ΕΙΣΔΟΧΗΝ ΤΗΣ ΒΡΕΤΑΝΝΙΑΣ ΕΙΣ ΤΗΝ ΚΟΙΝΗΝ ΑΓΟΡΑΝ: [194, 993, 426, 1035]
article: — Η ΠΑΝΑΜΑ·ΓΚΗ βουλή ἐψήφισε νόμον — ἡ διάσκεψις τῶν ἐκπροσώπων διεξήχθη εἰς τὴν πρωτεύουσαν ὑπὸ τὴν προεδρίαν τοῦ ὑπουργοῦ, ὁ ὁποῖος ἐδήλωσεν ὅτι αἱ συνομιλίαι θὰ συνεχισθοῦν κατὰ τὰς προσεχεῖς ἡμέρας ἐντὸς πνεύματος ἀμοιβαίας κατανοήσεως καὶ συνεργασίας μεταξὺ τῶν δύο χωρῶν ἐπὶ ὅλων τῶν ζητημάτων κοινοῦ ἐνδιαφέροντος. Κατὰ τὰς αὐτὰς πληροφορίας, ἡ κυβέρνησις ἐξετάζει τὸ ἐνδεχόμενον νέων μέτρων, τὰ ὁποῖα θὰ ἀνακοινωθοῦν ἐπισήμως μετὰ τὴν ὁλοκλήρωσιν τῶν συζητήσεων. Οἱ παρατηρηταὶ χαρακτηρίζουν τὴν ἐξέλιξιν ὡς σημαντικὴν διὰ τὴν περιοχὴν καὶ τὰς διεθνεῖς σχέσεις, ἐνῷ ἀναμένονται καὶ νέαι δηλώσεις ἐκ μέρους τῶν ἁρμοδίων παραγόντων. ἡ διάσκεψις τῶν ἐκπροσώπων διεξήχθη εἰς τὴν πρωτεύουσαν ὑπὸ τὴν προεδρίαν τοῦ ὑπουργοῦ, ὁ ὁποῖος ἐδήλωσεν ὅτι αἱ συνομιλίαι θὰ συνεχισθοῦν κατὰ τὰς προσεχεῖς ἡμέρας ἐντὸς πνεύματος ἀμοιβαίας κατανοήσεως καὶ συνεργασίας μεταξὺ τῶν δύο χωρῶν ἐπὶ ὅλων τῶν ζητημάτων κοινοῦ ἐνδιαφέροντος. Κατὰ τὰς αὐτὰς πληροφορίας, ἡ κυβέρνησις ἐξετάζει τὸ ἐνδεχόμενον νέων μέτρων, τὰ ὁποῖα θὰ ἀνακοινωθοῦν ἐπισήμως μετὰ τὴν ὁλοκλήρωσιν τῶν συζητήσεων. Οἱ παρατηρηταὶ χαρακτηρίζουν τὴν ἐξέλιξιν ὡς σημαντικὴν διὰ τὴν περιοχὴν καὶ τὰς διεθνεῖς σχέσεις, ἐνῷ ἀναμένονται καὶ νέαι δηλώσεις ἐκ μέρους τῶν ἁρμοδίων παραγόντων. ἡ διάσκεψις τῶν ἐκπροσώπων διεξήχθη εἰς τὴν πρωτεύουσαν ὑπὸ τὴν προεδρίαν τοῦ ὑπουργοῦ, ὁ ὁποῖος ἐδήλωσεν ὅτι αἱ συνομιλίαι θὰ συνεχισθοῦν κατὰ τὰς προσεχεῖς ἡμέρας ἐντὸς πνεύματος ἀμοιβαίας κατανοήσεως καὶ συνεργασίας μεταξὺ τῶν δύο χωρῶν ἐπὶ ὅλων τῶν ζητημάτων κοινοῦ ἐνδιαφέροντος. Κατὰ τὰς αὐτὰς πληροφορίας, ἡ κυβέρνησις ἐξετάζει τὸ ἐνδεχόμενον νέων μέτρων, τὰ ὁποῖα θὰ ἀνακοινωθοῦν ἐπισήμως μετὰ τὴν ὁλοκλήρωσιν τῶν συζητήσεων. Οἱ παρατηρηταὶ χαρακτηρίζουν τὴν ἐξέλιξιν ὡς σημαντικὴν διὰ τὴν περιοχὴν καὶ τὰς διεθνεῖς σχέσεις, ἐνῷ ἀναμένονται καὶ νέαι δηλώσεις ἐκ μέρους τῶν ἁρμοδίων παραγόντων.: [180, 2086, 307, 2573]
article: ΜΟΣΧΑ, 1. (Ρώυτερ).— ἡ διάσκεψις τῶν ἐκπροσώπων διεξήχθη εἰς τὴν πρωτεύουσαν ὑπὸ τὴν προεδρίαν τοῦ ὑπουργοῦ, ὁ ὁποῖος ἐδήλωσεν ὅτι αἱ συνομιλίαι θὰ συνεχισθοῦν κατὰ τὰς προσεχεῖς ἡμέρας ἐντὸς πνεύματος ἀμοιβαίας κατανοήσεως καὶ συνεργασίας μεταξὺ τῶν δύο χωρῶν ἐπὶ ὅλων τῶν ζητημάτων κοινοῦ ἐνδιαφέροντος. Κατὰ τὰς αὐτὰς πληροφορίας, ἡ κυβέρνησις ἐξετάζει τὸ ἐνδεχόμενον νέων μέτρων, τὰ ὁποῖα θὰ ἀνακοινωθοῦν ἐπισήμως μετὰ τὴν ὁλοκλήρωσιν τῶν συζητήσεων. Οἱ παρατηρηταὶ χαρακτηρίζουν τὴν ἐξέλιξιν ὡς σημαντικὴν διὰ τὴν περιοχὴν καὶ τὰς διεθνεῖς σχέσεις, ἐνῷ ἀναμένονται καὶ νέαι δηλώσεις ἐκ μέρους τῶν ἁρμοδίων παραγόντων.: [450, 1898, 588, 2047]
article: ἡ διάσκεψις τῶν ἐκπροσώπων διεξήχθη εἰς τὴν πρωτεύουσαν ὑπὸ τὴν προεδρίαν τοῦ ὑπουργοῦ, ὁ ὁποῖος ἐδήλωσεν ὅτι αἱ συνομιλίαι θὰ συνεχισθοῦν κατὰ τὰς προσεχεῖς ἡμέρας ἐντὸς πνεύματος ἀμοιβαίας κατανοήσεως καὶ συνεργασίας μεταξὺ τῶν δύο χωρῶν ἐπὶ ὅλων τῶν ζητημάτων κοινοῦ ἐνδιαφέροντος. Κατὰ τὰς αὐτὰς πληροφορίας, ἡ κυβέρνησις ἐξετάζει τὸ ἐνδεχόμενον νέων μέτρων, τὰ ὁποῖα θὰ ἀνακοινωθοῦν ἐπισήμως μετὰ τὴν ὁλοκλήρωσιν τῶν συζητήσεων. Οἱ παρατηρηταὶ χαρακτηρίζουν τὴν ἐξέλιξιν ὡς σημαντικὴν διὰ τὴν περιοχὴν καὶ τὰς διεθνεῖς σχέσεις, ἐνῷ ἀναμένονται καὶ νέαι δηλώσεις ἐκ μέρους τῶν ἁρμοδίων παραγόντων.: [30, 655, 170, 796]
column-5: [1031, 15, 1172, 2070]
article: ΟΥΑΣΙΓΚΤΩΝ, 1. (Ρώυτερ).— ἡ διάσκεψις τῶν ἐκπροσώπων διεξήχθη εἰς τὴν πρωτεύουσαν ὑπὸ τὴν προεδρίαν τοῦ ὑπουργοῦ, ὁ ὁποῖος ἐδήλωσεν ὅτι αἱ συνομιλίαι θὰ συνεχισθοῦν κατὰ τὰς προσεχεῖς ἡμέρας ἐντὸς πνεύματος ἀμοιβαίας κατανοήσεως καὶ συνεργασίας μεταξὺ τῶν δύο χωρῶν ἐπὶ ὅλων τῶν ζητημάτων κοινοῦ ἐνδιαφέροντος. Κατὰ τὰς αὐτὰς πληροφορίας, ἡ κυβέρνησις ἐξετάζει τὸ ἐνδεχόμενον νέων μέτρων, τὰ ὁποῖα θὰ ἀνακοινωθοῦν ἐπισήμως μετὰ τὴν ὁλοκλήρωσιν τῶν συζητήσεων. Οἱ παρατηρηταὶ χαρακτηρίζουν τὴν ἐξέλιξιν ὡς σημαντικὴν διὰ τὴν περιοχὴν καὶ τὰς διεθνεῖς σχέσεις, ἐνῷ ἀναμένονται καὶ νέαι δηλώσεις ἐκ μέρους τῶν ἁρμοδίων παραγόντων.: [450, 1375, 588, 1523]
byline: Θ. ΚΩΝΣΤΑΝΤΙΝΙΔΗΣ: [339, 481, 415, 490]
section-kicker: ΑΙ ΕΠΙΔΡΟΜΑΙ: [784, 1276, 836, 1285]
column-4: [599, 15, 1022, 2265]
article: ἡ διάσκεψις τῶν ἐκπροσώπων διεξήχθη εἰς τὴν πρωτεύουσαν ὑπὸ τὴν προεδρίαν τοῦ ὑπουργοῦ, ὁ ὁποῖος ἐδήλωσεν ὅτι αἱ συνομιλίαι θὰ συνεχισθοῦν κατὰ τὰς προσεχεῖς ἡμέρας ἐντὸς πνεύματος ἀμοιβαίας κατανοήσεως καὶ συνεργασίας μεταξὺ τῶν δύο χωρῶν ἐπὶ ὅλων τῶν ζητημάτων κοινοῦ ἐνδιαφέροντος. Κατὰ τὰς αὐτὰς πληροφορίας, ἡ κυβέρνησις ἐξετάζει τὸ ἐνδεχόμενον νέων μέτρων, τὰ ὁποῖα θὰ ἀνακοινωθοῦν ἐπισήμως μετὰ τὴν ὁλοκλήρωσιν τῶν συζητήσεων. Οἱ παρατηρηταὶ χαρακτηρίζουν τὴν ἐξέλιξιν ὡς σημαντικὴν διὰ τὴν περιοχὴν καὶ τὰς διεθνεῖς σχέσεις, ἐνῷ ἀναμένονται καὶ νέαι δηλώσεις ἐκ μέρους τῶν ἁρμοδίων παραγόντων. ἡ διάσκεψις τῶν ἐκπροσώπων διεξήχθη εἰς τὴν πρωτεύουσαν ὑπὸ τὴν προεδρίαν τοῦ ὑπουργοῦ, ὁ ὁποῖος ἐδήλωσεν ὅτι αἱ συνομιλίαι θὰ συνεχισθοῦν κατὰ τὰς προσεχεῖς ἡμέρας ἐντὸς πνεύματος ἀμοιβαίας κατανοήσεως καὶ συνεργασίας μεταξὺ τῶν δύο χωρῶν ἐπὶ ὅλων τῶν ζητημάτων κοινοῦ ἐνδιαφέροντος. Κατὰ τὰς αὐτὰς πληροφορίας, ἡ κυβέρνησις ἐξετάζει τὸ ἐνδεχόμενον νέων μέτρων, τὰ ὁποῖα θὰ ἀνακοινωθοῦν ἐπισήμως μετὰ τὴν ὁλοκλήρωσιν τῶν συζητήσεων. Οἱ παρατηρηταὶ χαρακτηρίζουν τὴν ἐξέλιξιν ὡς σημαντικὴν διὰ τὴν περιοχὴν καὶ τὰς διεθνεῖς σχέσεις, ἐνῷ ἀναμένονται καὶ νέαι δηλώσεις ἐκ μέρους τῶν ἁρμοδίων παραγόντων.: [599, 1604, 735, 1902]
article: ΑΘΗΝΑΙ, 1.— ἡ διάσκεψις τῶν ἐκπροσώπων διεξήχθη εἰς τὴν πρωτεύουσαν ὑπὸ τὴν προεδρίαν τοῦ ὑπουργοῦ, ὁ ὁποῖος ἐδήλωσεν ὅτι αἱ συνομιλίαι θὰ συνεχισθοῦν κατὰ τὰς προσεχεῖς ἡμέρας ἐντὸς πνεύματος ἀμοιβαίας κατανοήσεως καὶ συνεργασίας μεταξὺ τῶν δύο χωρῶν ἐπὶ ὅλων τῶν ζητημάτων κοινοῦ ἐνδιαφέροντος. Κατὰ τὰς αὐτὰς πληροφορίας, ἡ κυβέρνησις ἐξετάζει τὸ ἐνδεχόμενον νέων μέτρων, τὰ ὁποῖα θὰ ἀνακοινωθοῦν ἐπισήμως μετὰ τὴν ὁλοκλήρωσιν τῶν συζητήσεων. Οἱ παρατηρηταὶ χαρακτηρίζουν τὴν ἐξέλιξιν ὡς σημαντικὴν διὰ τὴν περιοχὴν καὶ τὰς διεθνεῖς σχέσεις, ἐνῷ ἀναμένονται καὶ νέαι δηλώσεις ἐκ μέρους τῶν ἁρμοδίων παραγόντων.: [1031, 1213, 1172, 1362]
headline: ΡΩΣΣΙΚΟΝ ΚΟΥΝΕΛΙ ΚΑΠΝΙΖΕΙ ΕΠΙ ΠΕΝΤΑΕΤΙΑΝ ΧΩΡΙΣ ΝΑ ΕΜΦΑΝΙΣΗ ΣΥΜΠΤΩΜΑΤΑ ΚΑΡΚΙΝΟΥ: [180, 1812, 440, 1861]
article: ἡ διάσκεψις τῶν ἐκπροσώπων διεξήχθη εἰς τὴν πρωτεύουσαν ὑπὸ τὴν προεδρίαν τοῦ ὑπουργοῦ, ὁ ὁποῖος ἐδήλωσεν ὅτι αἱ συνομιλίαι θὰ συνεχισθοῦν κατὰ τὰς προσεχεῖς ἡμέρας ἐντὸς πνεύματος ἀμοιβαίας κατανοήσεως καὶ συνεργασίας μεταξὺ τῶν δύο χωρῶν ἐπὶ ὅλων τῶν ζητημάτων κοινοῦ ἐνδιαφέροντος. Κατὰ τὰς αὐτὰς πληροφορίας, ἡ κυβέρνησις ἐξετάζει τὸ ἐνδεχόμενον νέων μέτρων, τὰ ὁποῖα θὰ ἀνακοινωθοῦν ἐπισήμως μετὰ τὴν ὁλοκλήρωσιν τῶν συζητήσεων. Οἱ παρατηρηταὶ χαρακτηρίζουν τὴν ἐξέλιξιν ὡς σημαντικὴν διὰ τὴν περιοχὴν καὶ τὰς διεθνεῖς σχέσεις, ἐνῷ ἀναμένονται καὶ νέαι δηλώσεις ἐκ μέρους τῶν ἁρμοδίων παραγόντων.: [885, 1125, 1022, 1273]
article: ἡ διάσκεψις τῶν ἐκπροσώπων διεξήχθη εἰς τὴν πρωτεύουσαν ὑπὸ τὴν προεδρίαν τοῦ ὑπουργοῦ, ὁ ὁποῖος ἐδήλωσεν ὅτι αἱ συνομιλίαι θὰ συνεχισθοῦν κατὰ τὰς προσεχεῖς ἡμέρας ἐντὸς πνεύματος ἀμοιβαίας κατανοήσεως καὶ συνεργασίας μεταξὺ τῶν δύο χωρῶν ἐπὶ ὅλων τῶν ζητημάτων κοινοῦ ἐνδιαφέροντος. Κατὰ τὰς αὐτὰς πληροφορίας, ἡ κυβέρνησις ἐξετάζει τὸ ἐνδεχόμενον νέων μέτρων, τὰ ὁποῖα θὰ ἀνακοινωθοῦν ἐπισήμως μετὰ τὴν ὁλοκλήρωσιν τῶν συζητήσεων. Οἱ παρατηρηταὶ χαρακτηρίζουν τὴν ἐξέλιξιν ὡς σημαντικὴν διὰ τὴν περιοχὴν καὶ τὰς διεθνεῖς σχέσεις, ἐνῷ ἀναμένονται καὶ νέαι δηλώσεις ἐκ μέρους τῶν ἁρμοδίων παραγόντων.: [30, 479, 170, 619]
article: ἡ διάσκεψις τῶν ἐκπροσώπων διεξήχθη εἰς τὴν πρωτεύουσαν ὑπὸ τὴν προεδρίαν τοῦ ὑπουργοῦ, ὁ ὁποῖος ἐδήλωσεν ὅτι αἱ συνομιλίαι θὰ συνεχισθοῦν κατὰ τὰς προσεχεῖς ἡμέρας ἐντὸς πνεύματος ἀμοιβαίας κατανοήσεως καὶ συνεργασίας μεταξὺ τῶν δύο χωρῶν ἐπὶ ὅλων τῶν ζητημάτων κοινοῦ ἐνδιαφέροντος. Κατὰ τὰς αὐτὰς πληροφορίας, ἡ κυβέρνησις ἐξετάζει τὸ ἐνδεχόμενον νέων μέτρων, τὰ ὁποῖα θὰ ἀνακοινωθοῦν ἐπισήμως μετὰ τὴν ὁλοκλήρωσιν τῶν συζητήσεων. Οἱ παρατηρηταὶ χαρακτηρίζουν τὴν ἐξέλιξιν ὡς σημαντικὴν διὰ τὴν περιοχὴν καὶ τὰς διεθνεῖς σχέσεις, ἐνῷ ἀναμένονται καὶ νέαι δηλώσεις ἐκ μέρους τῶν ἁρμοδίων παραγόντων.: [314, 1863, 440, 2020]
headline: Ο ΜΑΝΕΣΚΟΥ ΕΠΙΣΤΡΕΦΕΙ ΕΙΣ ΡΟΥΜΑΝΙΑΝ ΜΕΤΑ ΤΑΣ ΣΥΝΟΜΙΛΙΑΣ ΜΕ ΤΟΥΣ ΓΕΡΜΑΝΟΥΣ: [185, 500, 435, 541]
headline: Η ΠΟΛΩΝΙΑ ΕΠΙΚΡΙΝΕΙ ΤΟΥΣ ΙΑΠΩΝΑΣ ΨΗΦΟΦΟΡΟΥΣ: [452, 807, 587, 830]
article: ἡ διάσκεψις τῶν ἐκπροσώπων διεξήχθη εἰς τὴν πρωτεύουσαν ὑπὸ τὴν προεδρίαν τοῦ ὑπουργοῦ, ὁ ὁποῖος ἐδήλωσεν ὅτι αἱ συνομιλίαι θὰ συνεχισθοῦν κατὰ τὰς προσεχεῖς ἡμέρας ἐντὸς πνεύματος ἀμοιβαίας κατανοήσεως καὶ συνεργασίας μεταξὺ τῶν δύο χωρῶν ἐπὶ ὅλων τῶν ζητημάτων κοινοῦ ἐνδιαφέροντος. Κατὰ τὰς αὐτὰς πληροφορίας, ἡ κυβέρνησις ἐξετάζει τὸ ἐνδεχόμενον νέων μέτρων, τὰ ὁποῖα θὰ ἀνακοινωθοῦν ἐπισήμως μετὰ τὴν ὁλοκλήρωσιν τῶν συζητήσεων. Οἱ παρατηρηταὶ χαρακτηρίζουν τὴν ἐξέλιξιν ὡς σημαντικὴν διὰ τὴν περιοχὴν καὶ τὰς διεθνεῖς σχέσεις, ἐνῷ ἀναμένονται καὶ νέαι δηλώσεις ἐκ μέρους τῶν ἁρμοδίων παραγόντων.: [742, 1770, 878, 1919]
section-kicker: ΑΛΛΑΙ ΕΠΙΤΥΧΙΑΙ: [778, 149, 841, 158]
subheadline: Οἱ ὀπαδοὶ τοῦ προέδρου Λίου Σάο ἑτοιμάζονται δι' ἀνταρτοπόλεμον: [632, 104, 988, 146]
headline: ΝΕΑΙ ΣΥΛΛΗΨΕΙΣ ΥΠΑΛΛΗΛΩΝ ΤΗΣ "ΙΝΤΡΑ ΜΠΑΝΚ": [1041, 432, 1161, 465]
article: ἡ διάσκεψις τῶν ἐκπροσώπων διεξήχθη εἰς τὴν πρωτεύουσαν ὑπὸ τὴν προεδρίαν τοῦ ὑπουργοῦ, ὁ ὁποῖος ἐδήλωσεν ὅτι αἱ συνομιλίαι θὰ συνεχισθοῦν κατὰ τὰς προσεχεῖς ἡμέρας ἐντὸς πνεύματος ἀμοιβαίας κατανοήσεως καὶ συνεργασίας μεταξὺ τῶν δύο χωρῶν ἐπὶ ὅλων τῶν ζητημάτων κοινοῦ ἐνδιαφέροντος. Κατὰ τὰς αὐτὰς πληροφορίας, ἡ κυβέρνησις ἐξετάζει τὸ ἐνδεχόμενον νέων μέτρων, τὰ ὁποῖα θὰ ἀνακοινωθοῦν ἐπισήμως μετὰ τὴν ὁλοκλήρωσιν τῶν συζητήσεων. Οἱ παρατηρηταὶ χαρακτηρίζουν τὴν ἐξέλιξιν ὡς σημαντικὴν διὰ τὴν περιοχὴν καὶ τὰς διεθνεῖς σχέσεις, ἐνῷ ἀναμένονται καὶ νέαι δηλώσεις ἐκ μέρους τῶν ἁρμοδίων παραγόντων.: [30, 1517, 170, 1658]
headline: ΑΜΕΡΙΚΑΝΟΙ ΟΡΕΙΒΑΤΑΙ ΕΦΟΝΕΥΘΗΣΑΝ ΚΑΤΑ ΤΗΝ ΑΝΑΡΡΙΧΗΣΙΝ: [36, 1484, 164, 1516]
section-kicker: Η ΠΕΡΙΦΛΑΝΙΣ: [926, 1438, 980, 1447]
article: ἡ διάσκεψις τῶν ἐκπροσώπων διεξήχθη εἰς τὴν πρωτεύουσαν ὑπὸ τὴν προεδρίαν τοῦ ὑπουργοῦ, ὁ ὁποῖος ἐδήλωσεν ὅτι αἱ συνομιλίαι θὰ συνεχισθοῦν κατὰ τὰς προσεχεῖς ἡμέρας ἐντὸς πνεύματος ἀμοιβαίας κατανοήσεως καὶ συνεργασίας μεταξὺ τῶν δύο χωρῶν ἐπὶ ὅλων τῶν ζητημάτων κοινοῦ ἐνδιαφέροντος. Κατὰ τὰς αὐτὰς πληροφορίας, ἡ κυβέρνησις ἐξετάζει τὸ ἐνδεχόμενον νέων μέτρων, τὰ ὁποῖα θὰ ἀνακοινωθοῦν ἐπισήμως μετὰ τὴν ὁλοκλήρωσιν τῶν συζητήσεων. Οἱ παρατηρηταὶ χαρακτηρίζουν τὴν ἐξέλιξιν ὡς σημαντικὴν διὰ τὴν περιοχὴν καὶ τὰς διεθνεῖς σχέσεις, ἐνῷ ἀναμένονται καὶ νέαι δηλώσεις ἐκ μέρους τῶν ἁρμοδίων παραγόντων.: [30, 1683, 170, 1824]
section-kicker: ΑΓΓΛΟΙ ΔΙΑΘΕΣΕΙΣ: [633, 1433, 701, 1442]
banner-headline: ΑΙ ΦΙΛΟΜΑΟΪΚΑΙ ΔΥΝΑΜΕΙΣ ΕΘΕΣΑΝ ΥΠΟ ΕΛΕΓΧΟΝ ΤΗΝ ΕΠΑΡΧΙΑΝ ΣΙΝΚΙΑΝΓΚ: [617, 17, 1003, 104]
article: ΜΟΣΧΑ, 1. (Γιβ. Πρέσ).— ἡ διάσκεψις τῶν ἐκπροσώπων διεξήχθη εἰς τὴν πρωτεύουσαν ὑπὸ τὴν προεδρίαν τοῦ ὑπουργοῦ, ὁ ὁποῖος ἐδήλωσεν ὅτι αἱ συνομιλίαι θὰ συνεχισθοῦν κατὰ τὰς προσεχεῖς ἡμέρας ἐντὸς πνεύματος ἀμοιβαίας κατανοήσεως καὶ συνεργασίας μεταξὺ τῶν δύο χωρῶν ἐπὶ ὅλων τῶν ζητημάτων κοινοῦ ἐνδιαφέροντος. Κατὰ τὰς αὐτὰς πληροφορίας, ἡ κυβέρνησις ἐξετάζει τὸ ἐνδεχόμενον νέων μέτρων, τὰ ὁποῖα θὰ ἀνακοινωθοῦν ἐπισήμως μετὰ τὴν ὁλοκλήρωσιν τῶν συζητήσεων. Οἱ παρατηρηταὶ χαρακτηρίζουν τὴν ἐξέλιξιν ὡς σημαντικὴν διὰ τὴν περιοχὴν καὶ τὰς διεθνεῖς σχέσεις, ἐνῷ ἀναμένονται καὶ νέαι δηλώσεις ἐκ μέρους τῶν ἁρμοδίων παραγόντων.: [1031, 1572, 1171, 1721]
headline: ΠΑΡΑΜΕΝΕΙ ΚΑΤ' ΟΥΣΙΑΝ Η ΔΙΑΦΩΝΙΑ ΜΕΤΑΞΥ ΡΩΣΣΙΑΣ ΚΑΙ ΓΙΟΥΓΚΟΣΛΑΒΙΑΣ: [32, 17, 168, 72]
headline: ΝΕΑΙ ΤΑΡΑΧΑΙ ΕΙΣ ΤΟ ΑΝΤΕΝ: [450, 1710, 588, 1722]
article: ἡ διάσκεψις τῶν ἐκπροσώπων διεξήχθη εἰς τὴν πρωτεύουσαν ὑπὸ τὴν προεδρίαν τοῦ ὑπουργοῦ, ὁ ὁποῖος ἐδήλωσεν ὅτι αἱ συνομιλίαι θὰ συνεχισθοῦν κατὰ τὰς προσεχεῖς ἡμέρας ἐντὸς πνεύματος ἀμοιβαίας κατανοήσεως καὶ συνεργασίας μεταξὺ τῶν δύο χωρῶν ἐπὶ ὅλων τῶν ζητημάτων κοινοῦ ἐνδιαφέροντος. Κατὰ τὰς αὐτὰς πληροφορίας, ἡ κυβέρνησις ἐξετάζει τὸ ἐνδεχόμενον νέων μέτρων, τὰ ὁποῖα θὰ ἀνακοινωθοῦν ἐπισήμως μετὰ τὴν ὁλοκλήρωσιν τῶν συζητήσεων. Οἱ παρατηρηταὶ χαρακτηρίζουν τὴν ἐξέλιξιν ὡς σημαντικὴν διὰ τὴν περιοχὴν καὶ τὰς διεθνεῖς σχέσεις, ἐνῷ ἀναμένονται καὶ νέαι δηλώσεις ἐκ μέρους τῶν ἁρμοδίων παραγόντων.: [885, 148, 1022, 297]
article: ἡ διάσκεψις τῶν ἐκπροσώπων διεξήχθη εἰς τὴν πρωτεύουσαν ὑπὸ τὴν προεδρίαν τοῦ ὑπουργοῦ, ὁ ὁποῖος ἐδήλωσεν ὅτι αἱ συνομιλίαι θὰ συνεχισθοῦν κατὰ τὰς προσεχεῖς ἡμέρας ἐντὸς πνεύματος ἀμοιβαίας κατανοήσεως καὶ συνεργασίας μεταξὺ τῶν δύο χωρῶν ἐπὶ ὅλων τῶν ζητημάτων κοινοῦ ἐνδιαφέροντος. Κατὰ τὰς αὐτὰς πληροφορίας, ἡ κυβέρνησις ἐξετάζει τὸ ἐνδεχόμενον νέων μέτρων, τὰ ὁποῖα θὰ ἀνακοινωθοῦν ἐπισήμως μετὰ τὴν ὁλοκλήρωσιν τῶν συζητήσεων. Οἱ παρατηρηταὶ χαρακτηρίζουν τὴν ἐξέλιξιν ὡς σημαντικὴν διὰ τὴν περιοχὴν καὶ τὰς διεθνεῖς σχέσεις, ἐνῷ ἀναμένονται καὶ νέαι δηλώσεις ἐκ μέρους τῶν ἁρμοδίων παραγόντων.: [30, 1341, 170, 1481]
article: ΧΟΓΚ ΚΟΓΚ, 1. (Ρώυτερ).— ἡ διάσκεψις τῶν ἐκπροσώπων διεξήχθη εἰς τὴν πρωτεύουσαν ὑπὸ τὴν προεδρίαν τοῦ ὑπουργοῦ, ὁ ὁποῖος ἐδήλωσεν ὅτι αἱ συνομιλίαι θὰ συνεχισθοῦν κατὰ τὰς προσεχεῖς ἡμέρας ἐντὸς πνεύματος ἀμοιβαίας κατανοήσεως καὶ συνεργασίας μεταξὺ τῶν δύο χωρῶν ἐπὶ ὅλων τῶν ζητημάτων κοινοῦ ἐνδιαφέροντος. Κατὰ τὰς αὐτὰς πληροφορίας, ἡ κυβέρνησις ἐξετάζει τὸ ἐνδεχόμενον νέων μέτρων, τὰ ὁποῖα θὰ ἀνακοινωθοῦν ἐπισήμως μετὰ τὴν ὁλοκλήρωσιν τῶν συζητήσεων. Οἱ παρατηρηταὶ χαρακτηρίζουν τὴν ἐξέλιξιν ὡς σημαντικὴν διὰ τὴν περιοχὴν καὶ τὰς διεθνεῖς σχέσεις, ἐνῷ ἀναμένονται καὶ νέαι δηλώσεις ἐκ μέρους τῶν ἁρμοδίων παραγόντων. ἡ διάσκεψις τῶν ἐκπροσώπων διεξήχθη εἰς τὴν πρωτεύουσαν ὑπὸ τὴν προεδρίαν τοῦ ὑπουργοῦ, ὁ ὁποῖος ἐδήλωσεν ὅτι αἱ συνομιλίαι θὰ συνεχισθοῦν κατὰ τὰς προσεχεῖς ἡμέρας ἐντὸς πνεύματος ἀμοιβαίας κατανοήσεως καὶ συνεργασίας μεταξὺ τῶν δύο χωρῶν ἐπὶ ὅλων τῶν ζητημάτων κοινοῦ ἐνδιαφέροντος. Κατὰ τὰς αὐτὰς πληροφορίας, ἡ κυβέρνησις ἐξετάζει τὸ ἐνδεχόμενον νέων μέτρων, τὰ ὁποῖα θὰ ἀνακοινωθοῦν ἐπισήμως μετὰ τὴν ὁλοκλήρωσιν τῶν συζητήσεων. Οἱ παρατηρηταὶ χαρακτηρίζουν τὴν ἐξέλιξιν ὡς σημαντικὴν διὰ τὴν περιοχὴν καὶ τὰς διεθνεῖς σχέσεις, ἐνῷ ἀναμένονται καὶ νέαι δηλώσεις ἐκ μέρους τῶν ἁρμοδίων παραγόντων.: [599, 1125, 735, 1430]
article: ἡ διάσκεψις τῶν ἐκπροσώπων διεξήχθη εἰς τὴν πρωτεύουσαν ὑπὸ τὴν προεδρίαν τοῦ ὑπουργοῦ, ὁ ὁποῖος ἐδήλωσεν ὅτι αἱ συνομιλίαι θὰ συνεχισθοῦν κατὰ τὰς προσεχεῖς ἡμέρας ἐντὸς πνεύματος ἀμοιβαίας κατανοήσεως καὶ συνεργασίας μεταξὺ τῶν δύο χωρῶν ἐπὶ ὅλων τῶν ζητημάτων κοινοῦ ἐνδιαφέροντος. Κατὰ τὰς αὐτὰς πληροφορίας, ἡ κυβέρνησις ἐξετάζει τὸ ἐνδεχόμενον νέων μέτρων, τὰ ὁποῖα θὰ ἀνακοινωθοῦν ἐπισήμως μετὰ τὴν ὁλοκλήρωσιν τῶν συζητήσεων. Οἱ παρατηρηταὶ χαρακτηρίζουν τὴν ἐξέλιξιν ὡς σημαντικὴν διὰ τὴν περιοχὴν καὶ τὰς διεθνεῖς σχέσεις, ἐνῷ ἀναμένονται καὶ νέαι δηλώσεις ἐκ μέρους τῶν ἁρμοδίων παραγόντων. ἡ διάσκεψις τῶν ἐκπροσώπων διεξήχθη εἰς τὴν πρωτεύουσαν ὑπὸ τὴν προεδρίαν τοῦ ὑπουργοῦ, ὁ ὁποῖος ἐδήλωσεν ὅτι αἱ συνομιλίαι θὰ συνεχισθοῦν κατὰ τὰς προσεχεῖς ἡμέρας ἐντὸς πνεύματος ἀμοιβαίας κατανοήσεως καὶ συνεργασίας μεταξὺ τῶν δύο χωρῶν ἐπὶ ὅλων τῶν ζητημάτων κοινοῦ ἐνδιαφέροντος. Κατὰ τὰς αὐτὰς πληροφορίας, ἡ κυβέρνησις ἐξετάζει τὸ ἐνδεχόμενον νέων μέτρων, τὰ ὁποῖα θὰ ἀνακοινωθοῦν ἐπισήμως μετὰ τὴν ὁλοκλήρωσιν τῶν συζητήσεων. Οἱ παρατηρηταὶ χαρακτηρίζουν τὴν ἐξέλιξιν ὡς σημαντικὴν διὰ τὴν περιοχὴν καὶ τὰς διεθνεῖς σχέσεις, ἐνῷ ἀναμένονται καὶ νέαι δηλώσεις ἐκ μέρους τῶν ἁρμοδίων παραγόντων. ἡ διάσκεψις τῶν ἐκπροσώπων διεξήχθη εἰς τὴν πρωτεύουσαν ὑπὸ τὴν προεδρίαν τοῦ ὑπουργοῦ, ὁ ὁποῖος ἐδήλωσεν ὅτι αἱ συνομιλίαι θὰ συνεχισθοῦν κατὰ τὰς προσεχεῖς ἡμέρας ἐντὸς πνεύματος ἀμοιβαίας κατανοήσεως καὶ συνεργασίας μεταξὺ τῶν δύο χωρῶν ἐπὶ ὅλων τῶν ζητημάτων κοινοῦ ἐνδιαφέροντος. Κατὰ τὰς αὐτὰς πληροφορίας, ἡ κυβέρνησις ἐξετάζει τὸ ἐνδεχόμενον νέων μέτρων, τὰ ὁποῖα θὰ ἀνακοινωθοῦν ἐπισήμως μετὰ τὴν ὁλοκλήρωσιν τῶν συζητήσεων. Οἱ παρατηρηταὶ χαρακτηρίζουν τὴν ἐξέλιξιν ὡς σημαντικὴν διὰ τὴν περιοχὴν καὶ τὰς διεθνεῖς σχέσεις, ἐνῷ ἀναμένονται καὶ νέαι δηλώσεις ἐκ μέρους τῶν ἁρμοδίων παραγόντων.: [314, 2086, 440, 2556]
section-headline: ΜΙΚΡΑΙ ΕΞΩΤΕΡΙΚΑΙ ΕΙΔΗΣΕΙΣ: [207, 2040, 413, 2085]
column-2: [180, 15, 440, 2573]
article: ἡ διάσκεψις τῶν ἐκπροσώπων διεξήχθη εἰς τὴν πρωτεύουσαν ὑπὸ τὴν προεδρίαν τοῦ ὑπουργοῦ, ὁ ὁποῖος ἐδήλωσεν ὅτι αἱ συνομιλίαι θὰ συνεχισθοῦν κατὰ τὰς προσεχεῖς ἡμέρας ἐντὸς πνεύματος ἀμοιβαίας κατανοήσεως καὶ συνεργασίας μεταξὺ τῶν δύο χωρῶν ἐπὶ ὅλων τῶν ζητημάτων κοινοῦ ἐνδιαφέροντος. Κατὰ τὰς αὐτὰς πληροφορίας, ἡ κυβέρνησις ἐξετάζει τὸ ἐνδεχόμενον νέων μέτρων, τὰ ὁποῖα θὰ ἀνακοινωθοῦν ἐπισήμως μετὰ τὴν ὁλοκλήρωσιν τῶν συζητήσεων. Οἱ παρατηρηταὶ χαρακτηρίζουν τὴν ἐξέλιξιν ὡς σημαντικὴν διὰ τὴν περιοχὴν καὶ τὰς διεθνεῖς σχέσεις, ἐνῷ ἀναμένονται καὶ νέαι δηλώσεις ἐκ μέρους τῶν ἁρμοδίων παραγόντων.: [742, 1448, 878, 1596]
section-kicker: ΠΡΟΣ ΔΙΑΚΟΠΗΝ: [778, 795, 841, 804]
article: ἡ διάσκεψις τῶν ἐκπροσώπων διεξήχθη εἰς τὴν πρωτεύουσαν ὑπὸ τὴν προεδρίαν τοῦ ὑπουργοῦ, ὁ ὁποῖος ἐδήλωσεν ὅτι αἱ συνομιλίαι θὰ συνεχισθοῦν κατὰ τὰς προσεχεῖς ἡμέρας ἐντὸς πνεύματος ἀμοιβαίας κατανοήσεως καὶ συνεργασίας μεταξὺ τῶν δύο χωρῶν ἐπὶ ὅλων τῶν ζητημάτων κοινοῦ ἐνδιαφέροντος. Κατὰ τὰς αὐτὰς πληροφορίας, ἡ κυβέρνησις ἐξετάζει τὸ ἐνδεχόμενον νέων μέτρων, τὰ ὁποῖα θὰ ἀνακοινωθοῦν ἐπισήμως μετὰ τὴν ὁλοκλήρωσιν τῶν συζητήσεων. Οἱ παρατηρηταὶ χαρακτηρίζουν τὴν ἐξέλιξιν ὡς σημαντικὴν διὰ τὴν περιοχὴν καὶ τὰς διεθνεῖς σχέσεις, ἐνῷ ἀναμένονται καὶ νέαι δηλώσεις ἐκ μέρους τῶν ἁρμοδίων παραγόντων.: [885, 1932, 1022, 2080]
section-kicker: Ο ΤΕΡΜΑΤΙΣΜΟΣ ΤΟΥ ΠΟΛΕΜΟΥ: [893, 1761, 1013, 1770]
article: ἡ διάσκεψις τῶν ἐκπροσώπων διεξήχθη εἰς τὴν πρωτεύουσαν ὑπὸ τὴν προεδρίαν τοῦ ὑπουργοῦ, ὁ ὁποῖος ἐδήλωσεν ὅτι αἱ συνομιλίαι θὰ συνεχισθοῦν κατὰ τὰς προσεχεῖς ἡμέρας ἐντὸς πνεύματος ἀμοιβαίας κατανοήσεως καὶ συνεργασίας μεταξὺ τῶν δύο χωρῶν ἐπὶ ὅλων τῶν ζητημάτων κοινοῦ ἐνδιαφέροντος. Κατὰ τὰς αὐτὰς πληροφορίας, ἡ κυβέρνησις ἐξετάζει τὸ ἐνδεχόμενον νέων μέτρων, τὰ ὁποῖα θὰ ἀνακοινωθοῦν ἐπισήμως μετὰ τὴν ὁλοκλήρωσιν τῶν συζητήσεων. Οἱ παρατηρηταὶ χαρακτηρίζουν τὴν ἐξέλιξιν ὡς σημαντικὴν διὰ τὴν περιοχὴν καὶ τὰς διεθνεῖς σχέσεις, ἐνῷ ἀναμένονται καὶ νέαι δηλώσεις ἐκ μέρους τῶν ἁρμοδίων παραγόντων.: [314, 1036, 440, 1193]
article: ΜΑΝΙΛΑ, 1. (Ρώυτερ).— ἡ διάσκεψις τῶν ἐκπροσώπων διεξήχθη εἰς τὴν πρωτεύουσαν ὑπὸ τὴν προεδρίαν τοῦ ὑπουργοῦ, ὁ ὁποῖος ἐδήλωσεν ὅτι αἱ συνομιλίαι θὰ συνεχισθοῦν κατὰ τὰς προσεχεῖς ἡμέρας ἐντὸς πνεύματος ἀμοιβαίας κατανοήσεως καὶ συνεργασίας μεταξὺ τῶν δύο χωρῶν ἐπὶ ὅλων τῶν ζητημάτων κοινοῦ ἐνδιαφέροντος. Κατὰ τὰς αὐτὰς πληροφορίας, ἡ κυβέρνησις ἐξετάζει τὸ ἐνδεχόμενον νέων μέτρων, τὰ ὁποῖα θὰ ἀνακοινωθοῦν ἐπισήμως μετὰ τὴν ὁλοκλήρωσιν τῶν συζητήσεων. Οἱ παρατηρηταὶ χαρακτηρίζουν τὴν ἐξέλιξιν ὡς σημαντικὴν διὰ τὴν περιοχὴν καὶ τὰς διεθνεῖς σχέσεις, ἐνῷ ἀναμένονται καὶ νέαι δηλώσεις ἐκ μέρους τῶν ἁρμοδίων παραγόντων.: [1031, 282, 1172, 430]
article: ΒΙΕΝΝΗ, 1. (Ἀσσ. Πρέσ).— ἡ διάσκεψις τῶν ἐκπροσώπων διεξήχθη εἰς τὴν πρωτεύουσαν ὑπὸ τὴν προεδρίαν τοῦ ὑπουργοῦ, ὁ ὁποῖος ἐδήλωσεν ὅτι αἱ συνομιλίαι θὰ συνεχισθοῦν κατὰ τὰς προσεχεῖς ἡμέρας ἐντὸς πνεύματος ἀμοιβαίας κατανοήσεως καὶ συνεργασίας μεταξὺ τῶν δύο χωρῶν ἐπὶ ὅλων τῶν ζητημάτων κοινοῦ ἐνδιαφέροντος. Κατὰ τὰς αὐτὰς πληροφορίας, ἡ κυβέρνησις ἐξετάζει τὸ ἐνδεχόμενον νέων μέτρων, τὰ ὁποῖα θὰ ἀνακοινωθοῦν ἐπισήμως μετὰ τὴν ὁλοκλήρωσιν τῶν συζητήσεων. Οἱ παρατηρηταὶ χαρακτηρίζουν τὴν ἐξέλιξιν ὡς σημαντικὴν διὰ τὴν περιοχὴν καὶ τὰς διεθνεῖς σχέσεις, ἐνῷ ἀναμένονται καὶ νέαι δηλώσεις ἐκ μέρους τῶν ἁρμοδίων παραγόντων.: [450, 1200, 589, 1348]
article: ΠΑΡΙΣΙ, 1. (Ἀσσ. Πρέσ).— ἡ διάσκεψις τῶν ἐκπροσώπων διεξήχθη εἰς τὴν πρωτεύουσαν ὑπὸ τὴν προεδρίαν τοῦ ὑπουργοῦ, ὁ ὁποῖος ἐδήλωσεν ὅτι αἱ συνομιλίαι θὰ συνεχισθοῦν κατὰ τὰς προσεχεῖς ἡμέρας ἐντὸς πνεύματος ἀμοιβαίας κατανοήσεως καὶ συνεργασίας μεταξὺ τῶν δύο χωρῶν ἐπὶ ὅλων τῶν ζητημάτων κοινοῦ ἐνδιαφέροντος. Κατὰ τὰς αὐτὰς πληροφορίας, ἡ κυβέρνησις ἐξετάζει τὸ ἐνδεχόμενον νέων μέτρων, τὰ ὁποῖα θὰ ἀνακοινωθοῦν ἐπισήμως μετὰ τὴν ὁλοκλήρωσιν τῶν συζητήσεων. Οἱ παρατηρηταὶ χαρακτηρίζουν τὴν ἐξέλιξιν ὡς σημαντικὴν διὰ τὴν περιοχὴν καὶ τὰς διεθνεῖς σχέσεις, ἐνῷ ἀναμένονται καὶ νέαι δηλώσεις ἐκ μέρους τῶν ἁρμοδίων παραγόντων.: [450, 472, 588, 620]
article: ἡ διάσκεψις τῶν ἐκπροσώπων διεξήχθη εἰς τὴν πρωτεύουσαν ὑπὸ τὴν προεδρίαν τοῦ ὑπουργοῦ, ὁ ὁποῖος ἐδήλωσεν ὅτι αἱ συνομιλίαι θὰ συνεχισθοῦν κατὰ τὰς προσεχεῖς ἡμέρας ἐντὸς πνεύματος ἀμοιβαίας κατανοήσεως καὶ συνεργασίας μεταξὺ τῶν δύο χωρῶν ἐπὶ ὅλων τῶν ζητημάτων κοινοῦ ἐνδιαφέροντος. Κατὰ τὰς αὐτὰς πληροφορίας, ἡ κυβέρνησις ἐξετάζει τὸ ἐνδεχόμενον νέων μέτρων, τὰ ὁποῖα θὰ ἀνακοινωθοῦν ἐπισήμως μετὰ τὴν ὁλοκλήρωσιν τῶν συζητήσεων. Οἱ παρατηρηταὶ χαρακτηρίζουν τὴν ἐξέλιξιν ὡς σημαντικὴν διὰ τὴν περιοχὴν καὶ τὰς διεθνεῖς σχέσεις, ἐνῷ ἀναμένονται καὶ νέαι δηλώσεις ἐκ μέρους τῶν ἁρμοδίων παραγόντων.: [742, 2117, 878, 2265]
article: ΠΑΡΙΣΙΟΝ, 1. (Ρώυτερ).— ἡ διάσκεψις τῶν ἐκπροσώπων διεξήχθη εἰς τὴν πρωτεύουσαν ὑπὸ τὴν προεδρίαν τοῦ ὑπουργοῦ, ὁ ὁποῖος ἐδήλωσεν ὅτι αἱ συνομιλίαι θὰ συνεχισθοῦν κατὰ τὰς προσεχεῖς ἡμέρας ἐντὸς πνεύματος ἀμοιβαίας κατανοήσεως καὶ συνεργασίας μεταξὺ τῶν δύο χωρῶν ἐπὶ ὅλων τῶν ζητημάτων κοινοῦ ἐνδιαφέροντος. Κατὰ τὰς αὐτὰς πληροφορίας, ἡ κυβέρνησις ἐξετάζει τὸ ἐνδεχόμενον νέων μέτρων, τὰ ὁποῖα θὰ ἀνακοινωθοῦν ἐπισήμως μετὰ τὴν ὁλοκλήρωσιν τῶν συζητήσεων. Οἱ παρατηρηταὶ χαρακτηρίζουν τὴν ἐξέλιξιν ὡς σημαντικὴν διὰ τὴν περιοχὴν καὶ τὰς διεθνεῖς σχέσεις, ἐνῷ ἀναμένονται καὶ νέαι δηλώσεις ἐκ μέρους τῶν ἁρμοδίων παραγόντων.: [1031, 97, 1172, 246]
article: ἡ διάσκεψις τῶν ἐκπροσώπων διεξήχθη εἰς τὴν πρωτεύουσαν ὑπὸ τὴν προεδρίαν τοῦ ὑπουργοῦ, ὁ ὁποῖος ἐδήλωσεν ὅτι αἱ συνομιλίαι θὰ συνεχισθοῦν κατὰ τὰς προσεχεῖς ἡμέρας ἐντὸς πνεύματος ἀμοιβαίας κατανοήσεως καὶ συνεργασίας μεταξὺ τῶν δύο χωρῶν ἐπὶ ὅλων τῶν ζητημάτων κοινοῦ ἐνδιαφέροντος. Κατὰ τὰς αὐτὰς πληροφορίας, ἡ κυβέρνησις ἐξετάζει τὸ ἐνδεχόμενον νέων μέτρων, τὰ ὁποῖα θὰ ἀνακοινωθοῦν ἐπισήμως μετὰ τὴν ὁλοκλήρωσιν τῶν συζητήσεων. Οἱ παρατηρηταὶ χαρακτηρίζουν τὴν ἐξέλιξιν ὡς σημαντικὴν διὰ τὴν περιοχὴν καὶ τὰς διεθνεῖς σχέσεις, ἐνῷ ἀναμένονται καὶ νέαι δηλώσεις ἐκ μέρους τῶν ἁρμοδίων παραγόντων.: [314, 152, 440, 309]
subheadline: ΠΑΡΑ ΤΑΣ ΣΥΝΟΜΙΛΙΑΣ ΤΟΥ ΤΙΤΟ ΕΙΣ ΜΟΣΧΑΝ: [32, 74, 167, 91]
article: ἡ διάσκεψις τῶν ἐκπροσώπων διεξήχθη εἰς τὴν πρωτεύουσαν ὑπὸ τὴν προεδρίαν τοῦ ὑπουργοῦ, ὁ ὁποῖος ἐδήλωσεν ὅτι αἱ συνομιλίαι θὰ συνεχισθοῦν κατὰ τὰς προσεχεῖς ἡμέρας ἐντὸς πνεύματος ἀμοιβαίας κατανοήσεως καὶ συνεργασίας μεταξὺ τῶν δύο χωρῶν ἐπὶ ὅλων τῶν ζητημάτων κοινοῦ ἐνδιαφέροντος. Κατὰ τὰς αὐτὰς πληροφορίας, ἡ κυβέρνησις ἐξετάζει τὸ ἐνδεχόμενον νέων μέτρων, τὰ ὁποῖα θὰ ἀνακοινωθοῦν ἐπισήμως μετὰ τὴν ὁλοκλήρωσιν τῶν συζητήσεων. Οἱ παρατηρηταὶ χαρακτηρίζουν τὴν ἐξέλιξιν ὡς σημαντικὴν διὰ τὴν περιοχὴν καὶ τὰς διεθνεῖς σχέσεις, ἐνῷ ἀναμένονται καὶ νέαι δηλώσεις ἐκ μέρους τῶν ἁρμοδίων παραγόντων.: [599, 1443, 735, 1592]
headline: ΚΑΤΑΔΙΚΗ ΑΜΕΡΙΚΑΝΩΝ ΕΙΣ ΤΗΝ ΠΡΑΓΑΝ: [1033, 1723, 1169, 1746]
headline: ΑΜΕΡΙΚΑΝΙΚΟΝ ΔΑΝΕΙΟΝ ΠΡΟΣ ΤΗΝ ΤΟΥΡΚΙΑΝ: [457, 1351, 582, 1373]
headline: Η ΑΓΓΛΙΑ ΘΑ ΔΙΑΤΗΡΗΣΗ ΤΗΝ ΣΤΕΡΛΙΝΑΝ ΩΣ ΝΟΜΙΣΜΑΤΙΚΗΝ ΜΟΝΑΔΑ: [458, 622, 581, 655]
subheadline: ΙΣΩΣ ΝΑ ΕΙΝΑΙ ΚΑΙ ΚΟΡΥΦΗΣ: [466, 74, 573, 83]
article: ΑΘΗΝΑΙ, 1.— ἡ διάσκεψις τῶν ἐκπροσώπων διεξήχθη εἰς τὴν πρωτεύουσαν ὑπὸ τὴν προεδρίαν τοῦ ὑπουργοῦ, ὁ ὁποῖος ἐδήλωσεν ὅτι αἱ συνομιλίαι θὰ συνεχισθοῦν κατὰ τὰς προσεχεῖς ἡμέρας ἐντὸς πνεύματος ἀμοιβαίας κατανοήσεως καὶ συνεργασίας μεταξὺ τῶν δύο χωρῶν ἐπὶ ὅλων τῶν ζητημάτων κοινοῦ ἐνδιαφέροντος. Κατὰ τὰς αὐτὰς πληροφορίας, ἡ κυβέρνησις ἐξετάζει τὸ ἐνδεχόμενον νέων μέτρων, τὰ ὁποῖα θὰ ἀνακοινωθοῦν ἐπισήμως μετὰ τὴν ὁλοκλήρωσιν τῶν συζητήσεων. Οἱ παρατηρηταὶ χαρακτηρίζουν τὴν ἐξέλιξιν ὡς σημαντικὴν διὰ τὴν περιοχὴν καὶ τὰς διεθνεῖς σχέσεις, ἐνῷ ἀναμένονται καὶ νέαι δηλώσεις ἐκ μέρους τῶν ἁρμοδίων παραγόντων.: [30, 285, 170, 433]
article: ἡ διάσκεψις τῶν ἐκπροσώπων διεξήχθη εἰς τὴν πρωτεύουσαν ὑπὸ τὴν προεδρίαν τοῦ ὑπουργοῦ, ὁ ὁποῖος ἐδήλωσεν ὅτι αἱ συνομιλίαι θὰ συνεχισθοῦν κατὰ τὰς προσεχεῖς ἡμέρας ἐντὸς πνεύματος ἀμοιβαίας κατανοήσεως καὶ συνεργασίας μεταξὺ τῶν δύο χωρῶν ἐπὶ ὅλων τῶν ζητημάτων κοινοῦ ἐνδιαφέροντος. Κατὰ τὰς αὐτὰς πληροφορίας, ἡ κυβέρνησις ἐξετάζει τὸ ἐνδεχόμενον νέων μέτρων, τὰ ὁποῖα θὰ ἀνακοινωθοῦν ἐπισήμως μετὰ τὴν ὁλοκλήρωσιν τῶν συζητήσεων. Οἱ παρατηρηταὶ χαρακτηρίζουν τὴν ἐξέλιξιν ὡς σημαντικὴν διὰ τὴν περιοχὴν καὶ τὰς διεθνεῖς σχέσεις, ἐνῷ ἀναμένονται καὶ νέαι δηλώσεις ἐκ μέρους τῶν ἁρμοδίων παραγόντων.: [599, 776, 735, 925]
headline: ΗΥΞΗΘΗ Ο ΑΡΙΘΜΟΣ ΤΩΝ ΔΙΑΖΥΓΙΩΝ ΕΙΣ ΣΟΒ. ΕΝΩΣΙΝ: [1033, 1549, 1169, 1571]
headline: ΕΛΛΗΝ ΜΕΤΕΦΕΡΕΝ ΕΚ ΤΗΣ ΒΟΥΔΑΠΕΣΤΗΣ ΑΦΟΥ ΕΚΡΥΨΕΝ ΕΝΤΟΣ ΒΑΛΙΤΣΑΣ ΤΗΝ ΑΝΑΤΟΛΙΚΟΓΕΡΜΑΝΙΔΑ ΦΙΛΗΝ ΤΟΥ: [185, 759, 435, 814]
article: ἡ διάσκεψις τῶν ἐκπροσώπων διεξήχθη εἰς τὴν πρωτεύουσαν ὑπὸ τὴν προεδρίαν τοῦ ὑπουργοῦ, ὁ ὁποῖος ἐδήλωσεν ὅτι αἱ συνομιλίαι θὰ συνεχισθοῦν κατὰ τὰς προσεχεῖς ἡμέρας ἐντὸς πνεύματος ἀμοιβαίας κατανοήσεως καὶ συνεργασίας μεταξὺ τῶν δύο χωρῶν ἐπὶ ὅλων τῶν ζητημάτων κοινοῦ ἐνδιαφέροντος. Κατὰ τὰς αὐτὰς πληροφορίας, ἡ κυβέρνησις ἐξετάζει τὸ ἐνδεχόμενον νέων μέτρων, τὰ ὁποῖα θὰ ἀνακοινωθοῦν ἐπισήμως μετὰ τὴν ὁλοκλήρωσιν τῶν συζητήσεων. Οἱ παρατηρηταὶ χαρακτηρίζουν τὴν ἐξέλιξιν ὡς σημαντικὴν διὰ τὴν περιοχὴν καὶ τὰς διεθνεῖς σχέσεις, ἐνῷ ἀναμένονται καὶ νέαι δηλώσεις ἐκ μέρους τῶν ἁρμοδίων παραγόντων.: [885, 632, 1022, 781]
article: ἡ διάσκεψις τῶν ἐκπροσώπων διεξήχθη εἰς τὴν πρωτεύουσαν ὑπὸ τὴν προεδρίαν τοῦ ὑπουργοῦ, ὁ ὁποῖος ἐδήλωσεν ὅτι αἱ συνομιλίαι θὰ συνεχισθοῦν κατὰ τὰς προσεχεῖς ἡμέρας ἐντὸς πνεύματος ἀμοιβαίας κατανοήσεως καὶ συνεργασίας μεταξὺ τῶν δύο χωρῶν ἐπὶ ὅλων τῶν ζητημάτων κοινοῦ ἐνδιαφέροντος. Κατὰ τὰς αὐτὰς πληροφορίας, ἡ κυβέρνησις ἐξετάζει τὸ ἐνδεχόμενον νέων μέτρων, τὰ ὁποῖα θὰ ἀνακοινωθοῦν ἐπισήμως μετὰ τὴν ὁλοκλήρωσιν τῶν συζητήσεων. Οἱ παρατηρηταὶ χαρακτηρίζουν τὴν ἐξέλιξιν ὡς σημαντικὴν διὰ τὴν περιοχὴν καὶ τὰς διεθνεῖς σχέσεις, ἐνῷ ἀναμένονται καὶ νέαι δηλώσεις ἐκ μέρους τῶν ἁρμοδίων παραγόντων.: [885, 1609, 1022, 1758]
subheadline: Τὸ Ἀνόϊ, κατὰ τὰς Ἡν. Πολιτείας ἐγκαταλείπει τὴν ἀδιαλλαξίαν του: [625, 1081, 995, 1123]
headline: ΕΝΕΤΑΦΙΑΣΘΗ ΕΙΣ ΤΟ ΜΕΓΑΡΟΝ ΑΠΟΜΑΧΩΝ Ο ΤΕΛΕΥΤΑΙΟΣ ΓΑΛΛΟΣ ΣΤΡΑΤΑΡΧΗΣ ΖΟΥΕΝ: [197, 1433, 423, 1475]
article: ΜΟΣΧΑ, 1. (Ἀσσ. Πρέσ).— ἡ διάσκεψις τῶν ἐκπροσώπων διεξήχθη εἰς τὴν πρωτεύουσαν ὑπὸ τὴν προεδρίαν τοῦ ὑπουργοῦ, ὁ ὁποῖος ἐδήλωσεν ὅτι αἱ συνομιλίαι θὰ συνεχισθοῦν κατὰ τὰς προσεχεῖς ἡμέρας ἐντὸς πνεύματος ἀμοιβαίας κατανοήσεως καὶ συνεργασίας μεταξὺ τῶν δύο χωρῶν ἐπὶ ὅλων τῶν ζητημάτων κοινοῦ ἐνδιαφέροντος. Κατὰ τὰς αὐτὰς πληροφορίας, ἡ κυβέρνησις ἐξετάζει τὸ ἐνδεχόμενον νέων μέτρων, τὰ ὁποῖα θὰ ἀνακοινωθοῦν ἐπισήμως μετὰ τὴν ὁλοκλήρωσιν τῶν συζητήσεων. Οἱ παρατηρηταὶ χαρακτηρίζουν τὴν ἐξέλιξιν ὡς σημαντικὴν διὰ τὴν περιοχὴν καὶ τὰς διεθνεῖς σχέσεις, ἐνῷ ἀναμένονται καὶ νέαι δηλώσεις ἐκ μέρους τῶν ἁρμοδίων παραγόντων.: [450, 83, 589, 232]
section-kicker: ΔΙΕΥΘΥΝΗ ΤΟ ΠΕΚΙΝΟΝ: [909, 1922, 998, 1931]
article: ἡ διάσκεψις τῶν ἐκπροσώπων διεξήχθη εἰς τὴν πρωτεύουσαν ὑπὸ τὴν προεδρίαν τοῦ ὑπουργοῦ, ὁ ὁποῖος ἐδήλωσεν ὅτι αἱ συνομιλίαι θὰ συνεχισθοῦν κατὰ τὰς προσεχεῖς ἡμέρας ἐντὸς πνεύματος ἀμοιβαίας κατανοήσεως καὶ συνεργασίας μεταξὺ τῶν δύο χωρῶν ἐπὶ ὅλων τῶν ζητημάτων κοινοῦ ἐνδιαφέροντος. Κατὰ τὰς αὐτὰς πληροφορίας, ἡ κυβέρνησις ἐξετάζει τὸ ἐνδεχόμενον νέων μέτρων, τὰ ὁποῖα θὰ ἀνακοινωθοῦν ἐπισήμως μετὰ τὴν ὁλοκλήρωσιν τῶν συζητήσεων. Οἱ παρατηρηταὶ χαρακτηρίζουν τὴν ἐξέλιξιν ὡς σημαντικὴν διὰ τὴν περιοχὴν καὶ τὰς διεθνεῖς σχέσεις, ἐνῷ ἀναμένονται καὶ νέαι δηλώσεις ἐκ μέρους τῶν ἁρμοδίων παραγόντων.: [30, 1164, 170, 1305]
article: ἡ διάσκεψις τῶν ἐκπροσώπων διεξήχθη εἰς τὴν πρωτεύουσαν ὑπὸ τὴν προεδρίαν τοῦ ὑπουργοῦ, ὁ ὁποῖος ἐδήλωσεν ὅτι αἱ συνομιλίαι θὰ συνεχισθοῦν κατὰ τὰς προσεχεῖς ἡμέρας ἐντὸς πνεύματος ἀμοιβαίας κατανοήσεως καὶ συνεργασίας μεταξὺ τῶν δύο χωρῶν ἐπὶ ὅλων τῶν ζητημάτων κοινοῦ ἐνδιαφέροντος. Κατὰ τὰς αὐτὰς πληροφορίας, ἡ κυβέρνησις ἐξετάζει τὸ ἐνδεχόμενον νέων μέτρων, τὰ ὁποῖα θὰ ἀνακοινωθοῦν ἐπισήμως μετὰ τὴν ὁλοκλήρωσιν τῶν συζητήσεων. Οἱ παρατηρηταὶ χαρακτηρίζουν τὴν ἐξέλιξιν ὡς σημαντικὴν διὰ τὴν περιοχὴν καὶ τὰς διεθνεῖς σχέσεις, ἐνῷ ἀναμένονται καὶ νέαι δηλώσεις ἐκ μέρους τῶν ἁρμοδίων παραγόντων. ἡ διάσκεψις τῶν ἐκπροσώπων διεξήχθη εἰς τὴν πρωτεύουσαν ὑπὸ τὴν προεδρίαν τοῦ ὑπουργοῦ, ὁ ὁποῖος ἐδήλωσεν ὅτι αἱ συνομιλίαι θὰ συνεχισθοῦν κατὰ τὰς προσεχεῖς ἡμέρας ἐντὸς πνεύματος ἀμοιβαίας κατανοήσεως καὶ συνεργασίας μεταξὺ τῶν δύο χωρῶν ἐπὶ ὅλων τῶν ζητημάτων κοινοῦ ἐνδιαφέροντος. Κατὰ τὰς αὐτὰς πληροφορίας, ἡ κυβέρνησις ἐξετάζει τὸ ἐνδεχόμενον νέων μέτρων, τὰ ὁποῖα θὰ ἀνακοινωθοῦν ἐπισήμως μετὰ τὴν ὁλοκλήρωσιν τῶν συζητήσεων. Οἱ παρατηρηταὶ χαρακτηρίζουν τὴν ἐξέλιξιν ὡς σημαντικὴν διὰ τὴν περιοχὴν καὶ τὰς διεθνεῖς σχέσεις, ἐνῷ ἀναμένονται καὶ νέαι δηλώσεις ἐκ μέρους τῶν ἁρμοδίων παραγόντων.: [314, 1477, 440, 1791]
column-rule: [1026, 15, 1027, 1742]
headline: ΕΛΗΞΑΝ ΑΙ ΣΥΝΟΜΙΛΙΑΙ ΤΟΥ ΚΕΝΝΕΝΤΥ ΕΙΣ ΤΟ ΛΟΝΔΙΝΟΝ: [452, 982, 587, 1014]
column-rule: [445, 15, 446, 1742]
section-kicker: ΟΙ ΠΛΟΕΣ ΤΩΝ ΠΛΟΙΩΝ: [767, 472, 853, 481]
section-kicker: ΑΙ ΑΠΩΛΕΙΑΙ: [787, 1438, 833, 1447]
headline: ΠΑΚΙΣΤΑΝΙΚΗ ΑΝΤΙΠΡΟΣΩΠΕΙΑ ΕΙΣ ΒΑΡΣΟΒΙΑΝ: [470, 1526, 569, 1558]
section-kicker: ΑΝΑΜΕΝΕΤΑΙ ΣΗΤΑΣΙΣ: [336, 312, 418, 321]
section-kicker: ΤΡΑΓΙΚΟΝ ΛΑΘΟΣ: [777, 1599, 843, 1608]
article: ἡ διάσκεψις τῶν ἐκπροσώπων διεξήχθη εἰς τὴν πρωτεύουσαν ὑπὸ τὴν προεδρίαν τοῦ ὑπουργοῦ, ὁ ὁποῖος ἐδήλωσεν ὅτι αἱ συνομιλίαι θὰ συνεχισθοῦν κατὰ τὰς προσεχεῖς ἡμέρας ἐντὸς πνεύματος ἀμοιβαίας κατανοήσεως καὶ συνεργασίας μεταξὺ τῶν δύο χωρῶν ἐπὶ ὅλων τῶν ζητημάτων κοινοῦ ἐνδιαφέροντος. Κατὰ τὰς αὐτὰς πληροφορίας, ἡ κυβέρνησις ἐξετάζει τὸ ἐνδεχόμενον νέων μέτρων, τὰ ὁποῖα θὰ ἀνακοινωθοῦν ἐπισήμως μετὰ τὴν ὁλοκλήρωσιν τῶν συζητήσεων. Οἱ παρατηρηταὶ χαρακτηρίζουν τὴν ἐξέλιξιν ὡς σημαντικὴν διὰ τὴν περιοχὴν καὶ τὰς διεθνεῖς σχέσεις, ἐνῷ ἀναμένονται καὶ νέαι δηλώσεις ἐκ μέρους τῶν ἁρμοδίων παραγόντων.: [885, 1448, 1022, 1596]
article: ΒΙΕΝΝΗ, 1. (Ρώυτερ).— ἡ διάσκεψις τῶν ἐκπροσώπων διεξήχθη εἰς τὴν πρωτεύουσαν ὑπὸ τὴν προεδρίαν τοῦ ὑπουργοῦ, ὁ ὁποῖος ἐδήλωσεν ὅτι αἱ συνομιλίαι θὰ συνεχισθοῦν κατὰ τὰς προσεχεῖς ἡμέρας ἐντὸς πνεύματος ἀμοιβαίας κατανοήσεως καὶ συνεργασίας μεταξὺ τῶν δύο χωρῶν ἐπὶ ὅλων τῶν ζητημάτων κοινοῦ ἐνδιαφέροντος. Κατὰ τὰς αὐτὰς πληροφορίας, ἡ κυβέρνησις ἐξετάζει τὸ ἐνδεχόμενον νέων μέτρων, τὰ ὁποῖα θὰ ἀνακοινωθοῦν ἐπισήμως μετὰ τὴν ὁλοκλήρωσιν τῶν συζητήσεων. Οἱ παρατηρηταὶ χαρακτηρίζουν τὴν ἐξέλιξιν ὡς σημαντικὴν διὰ τὴν περιοχὴν καὶ τὰς διεθνεῖς σχέσεις, ἐνῷ ἀναμένονται καὶ νέαι δηλώσεις ἐκ μέρους τῶν ἁρμοδίων παραγόντων.: [450, 2072, 589, 2221]
article: ἡ διάσκεψις τῶν ἐκπροσώπων διεξήχθη εἰς τὴν πρωτεύουσαν ὑπὸ τὴν προεδρίαν τοῦ ὑπουργοῦ, ὁ ὁποῖος ἐδήλωσεν ὅτι αἱ συνομιλίαι θὰ συνεχισθοῦν κατὰ τὰς προσεχεῖς ἡμέρας ἐντὸς πνεύματος ἀμοιβαίας κατανοήσεως καὶ συνεργασίας μεταξὺ τῶν δύο χωρῶν ἐπὶ ὅλων τῶν ζητημάτων κοινοῦ ἐνδιαφέροντος. Κατὰ τὰς αὐτὰς πληροφορίας, ἡ κυβέρνησις ἐξετάζει τὸ ἐνδεχόμενον νέων μέτρων, τὰ ὁποῖα θὰ ἀνακοινωθοῦν ἐπισήμως μετὰ τὴν ὁλοκλήρωσιν τῶν συζητήσεων. Οἱ παρατηρηταὶ χαρακτηρίζουν τὴν ἐξέλιξιν ὡς σημαντικὴν διὰ τὴν περιοχὴν καὶ τὰς διεθνεῖς σχέσεις, ἐνῷ ἀναμένονται καὶ νέαι δηλώσεις ἐκ μέρους τῶν ἁρμοδίων παραγόντων.: [742, 321, 878, 469]
headline: Ο κ. ΣΤΕΦΑΝΟΠΟΥΛΟΣ ΜΕΤΑ ΤΟΥ κ. ΤΟΥΜΠΑ ΕΠΕΣΚΕΦΘΗΣΑΝ ΤΟΝ ΠΡΩΘΥΠΟΥΡΓΟΝ: [30, 435, 170, 478]
article: ΒΟΝΝΗ, 1. (Γερμ. Πρέσ).— ἡ διάσκεψις τῶν ἐκπροσώπων διεξήχθη εἰς τὴν πρωτεύουσαν ὑπὸ τὴν προεδρίαν τοῦ ὑπουργοῦ, ὁ ὁποῖος ἐδήλωσεν ὅτι αἱ συνομιλίαι θὰ συνεχισθοῦν κατὰ τὰς προσεχεῖς ἡμέρας ἐντὸς πνεύματος ἀμοιβαίας κατανοήσεως καὶ συνεργασίας μεταξὺ τῶν δύο χωρῶν ἐπὶ ὅλων τῶν ζητημάτων κοινοῦ ἐνδιαφέροντος. Κατὰ τὰς αὐτὰς πληροφορίας, ἡ κυβέρνησις ἐξετάζει τὸ ἐνδεχόμενον νέων μέτρων, τὰ ὁποῖα θὰ ἀνακοινωθοῦν ἐπισήμως μετὰ τὴν ὁλοκλήρωσιν τῶν συζητήσεων. Οἱ παρατηρηταὶ χαρακτηρίζουν τὴν ἐξέλιξιν ὡς σημαντικὴν διὰ τὴν περιοχὴν καὶ τὰς διεθνεῖς σχέσεις, ἐνῷ ἀναμένονται καὶ νέαι δηλώσεις ἐκ μέρους τῶν ἁρμοδίων παραγόντων.: [180, 582, 306, 747]
article: ἡ διάσκεψις τῶν ἐκπροσώπων διεξήχθη εἰς τὴν πρωτεύουσαν ὑπὸ τὴν προεδρίαν τοῦ ὑπουργοῦ, ὁ ὁποῖος ἐδήλωσεν ὅτι αἱ συνομιλίαι θὰ συνεχισθοῦν κατὰ τὰς προσεχεῖς ἡμέρας ἐντὸς πνεύματος ἀμοιβαίας κατανοήσεως καὶ συνεργασίας μεταξὺ τῶν δύο χωρῶν ἐπὶ ὅλων τῶν ζητημάτων κοινοῦ ἐνδιαφέροντος. Κατὰ τὰς αὐτὰς πληροφορίας, ἡ κυβέρνησις ἐξετάζει τὸ ἐνδεχόμενον νέων μέτρων, τὰ ὁποῖα θὰ ἀνακοινωθοῦν ἐπισήμως μετὰ τὴν ὁλοκλήρωσιν τῶν συζητήσεων. Οἱ παρατηρηταὶ χαρακτηρίζουν τὴν ἐξέλιξιν ὡς σημαντικὴν διὰ τὴν περιοχὴν καὶ τὰς διεθνεῖς σχέσεις, ἐνῷ ἀναμένονται καὶ νέαι δηλώσεις ἐκ μέρους τῶν ἁρμοδίων παραγόντων.: [742, 1286, 878, 1435]
section-kicker: ΕΠΕΙΣΟΔΙΑ ΕΙΣ ΜΟΣΧΑΝ: [908, 461, 998, 470]
banner-headline: ΡΩΣΣΟΑΜΕΡΙΚΑΝΙΚΗΝ ΣΥΜΠΑΙΓΝΙΑΝ ΕΠΙ ΤΟΥ ΒΙΕΤΝΑΜΙΚΟΥ ΘΕΜΑΤΟΣ ΔΙΑΒΛΕΠΟΥΝ ΟΙ ΚΙΝΕΖΟΙ ΗΓΕΤΑΙ: [640, 937, 980, 1082]
article: ΣΗΑΤΛ, 1. (Ἀσσ. Πρέσ).— ἡ διάσκεψις τῶν ἐκπροσώπων διεξήχθη εἰς τὴν πρωτεύουσαν ὑπὸ τὴν προεδρίαν τοῦ ὑπουργοῦ, ὁ ὁποῖος ἐδήλωσεν ὅτι αἱ συνομιλίαι θὰ συνεχισθοῦν κατὰ τὰς προσεχεῖς ἡμέρας ἐντὸς πνεύματος ἀμοιβαίας κατανοήσεως καὶ συνεργασίας μεταξὺ τῶν δύο χωρῶν ἐπὶ ὅλων τῶν ζητημάτων κοινοῦ ἐνδιαφέροντος. Κατὰ τὰς αὐτὰς πληροφορίας, ἡ κυβέρνησις ἐξετάζει τὸ ἐνδεχόμενον νέων μέτρων, τὰ ὁποῖα θὰ ἀνακοινωθοῦν ἐπισήμως μετὰ τὴν ὁλοκλήρωσιν τῶν συζητήσεων. Οἱ παρατηρηταὶ χαρακτηρίζουν τὴν ἐξέλιξιν ὡς σημαντικὴν διὰ τὴν περιοχὴν καὶ τὰς διεθνεῖς σχέσεις, ἐνῷ ἀναμένονται καὶ νέαι δηλώσεις ἐκ μέρους τῶν ἁρμοδίων παραγόντων.: [450, 287, 588, 435]
headline: 159 ΕΜΠΟΡΙΚΑ ΠΛΟΙΑ ΑΠΩΛΕΣΘΗΣΑΝ ΕΝΤΟΣ ΤΟΥ 1966: [1034, 801, 1168, 834]
article: ΑΝΤΕΝ, 1. (Ἀσσ. Πρέσ).— ἡ διάσκεψις τῶν ἐκπροσώπων διεξήχθη εἰς τὴν πρωτεύουσαν ὑπὸ τὴν προεδρίαν τοῦ ὑπουργοῦ, ὁ ὁποῖος ἐδήλωσεν ὅτι αἱ συνομιλίαι θὰ συνεχισθοῦν κατὰ τὰς προσεχεῖς ἡμέρας ἐντὸς πνεύματος ἀμοιβαίας κατανοήσεως καὶ συνεργασίας μεταξὺ τῶν δύο χωρῶν ἐπὶ ὅλων τῶν ζητημάτων κοινοῦ ἐνδιαφέροντος. Κατὰ τὰς αὐτὰς πληροφορίας, ἡ κυβέρνησις ἐξετάζει τὸ ἐνδεχόμενον νέων μέτρων, τὰ ὁποῖα θὰ ἀνακοινωθοῦν ἐπισήμως μετὰ τὴν ὁλοκλήρωσιν τῶν συζητήσεων. Οἱ παρατηρηταὶ χαρακτηρίζουν τὴν ἐξέλιξιν ὡς σημαντικὴν διὰ τὴν περιοχὴν καὶ τὰς διεθνεῖς σχέσεις, ἐνῷ ἀναμένονται καὶ νέαι δηλώσεις ἐκ μέρους τῶν ἁρμοδίων παραγόντων.: [450, 1723, 589, 1872]
headline: Ο ΝΤΕ ΓΚΩΛ ΘΑ ΟΜΙΛΗΣΗ ΠΡΟΣ ΤΟ ΓΑΛΛΙΚΟΝ ΕΘΝΟΣ ΤΗΝ 9ΗΝ ΦΕΒΡΟΥΑΡΙΟΥ: [453, 438, 585, 471]
section-kicker: ΑΙ ΔΗΛΩΣΕΙΣ ΤΟΥ ΑΝΟΪ: [624, 1595, 709, 1604]
article: ΣΑΝΤΙΑΓΚΟ, Χιλή 1. (Ρώυτερ).— ἡ διάσκεψις τῶν ἐκπροσώπων διεξήχθη εἰς τὴν πρωτεύουσαν ὑπὸ τὴν προεδρίαν τοῦ ὑπουργοῦ, ὁ ὁποῖος ἐδήλωσεν ὅτι αἱ συνομιλίαι θὰ συνεχισθοῦν κατὰ τὰς προσεχεῖς ἡμέρας ἐντὸς πνεύματος ἀμοιβαίας κατανοήσεως καὶ συνεργασίας μεταξὺ τῶν δύο χωρῶν ἐπὶ ὅλων τῶν ζητημάτων κοινοῦ ἐνδιαφέροντος. Κατὰ τὰς αὐτὰς πληροφορίας, ἡ κυβέρνησις ἐξετάζει τὸ ἐνδεχόμενον νέων μέτρων, τὰ ὁποῖα θὰ ἀνακοινωθοῦν ἐπισήμως μετὰ τὴν ὁλοκλήρωσιν τῶν συζητήσεων. Οἱ παρατηρηταὶ χαρακτηρίζουν τὴν ἐξέλιξιν ὡς σημαντικὴν διὰ τὴν περιοχὴν καὶ τὰς διεθνεῖς σχέσεις, ἐνῷ ἀναμένονται καὶ νέαι δηλώσεις ἐκ μέρους τῶν ἁρμοδίων παραγόντων.: [1031, 1020, 1171, 1168]
article: ἡ διάσκεψις τῶν ἐκπροσώπων διεξήχθη εἰς τὴν πρωτεύουσαν ὑπὸ τὴν προεδρίαν τοῦ ὑπουργοῦ, ὁ ὁποῖος ἐδήλωσεν ὅτι αἱ συνομιλίαι θὰ συνεχισθοῦν κατὰ τὰς προσεχεῖς ἡμέρας ἐντὸς πνεύματος ἀμοιβαίας κατανοήσεως καὶ συνεργασίας μεταξὺ τῶν δύο χωρῶν ἐπὶ ὅλων τῶν ζητημάτων κοινοῦ ἐνδιαφέροντος. Κατὰ τὰς αὐτὰς πληροφορίας, ἡ κυβέρνησις ἐξετάζει τὸ ἐνδεχόμενον νέων μέτρων, τὰ ὁποῖα θὰ ἀνακοινωθοῦν ἐπισήμως μετὰ τὴν ὁλοκλήρωσιν τῶν συζητήσεων. Οἱ παρατηρηταὶ χαρακτηρίζουν τὴν ἐξέλιξιν ὡς σημαντικὴν διὰ τὴν περιοχὴν καὶ τὰς διεθνεῖς σχέσεις, ἐνῷ ἀναμένονται καὶ νέαι δηλώσεις ἐκ μέρους τῶν ἁρμοδίων παραγόντων.: [885, 471, 1022, 619]
article: ΤΟΚΙΟ, 1. (Ἀσσ. Πρέσ καὶ Ρώυτερ).— ἡ διάσκεψις τῶν ἐκπροσώπων διεξήχθη εἰς τὴν πρωτεύουσαν ὑπὸ τὴν προεδρίαν τοῦ ὑπουργοῦ, ὁ ὁποῖος ἐδήλωσεν ὅτι αἱ συνομιλίαι θὰ συνεχισθοῦν κατὰ τὰς προσεχεῖς ἡμέρας ἐντὸς πνεύματος ἀμοιβαίας κατανοήσεως καὶ συνεργασίας μεταξὺ τῶν δύο χωρῶν ἐπὶ ὅλων τῶν ζητημάτων κοινοῦ ἐνδιαφέροντος. Κατὰ τὰς αὐτὰς πληροφορίας, ἡ κυβέρνησις ἐξετάζει τὸ ἐνδεχόμενον νέων μέτρων, τὰ ὁποῖα θὰ ἀνακοινωθοῦν ἐπισήμως μετὰ τὴν ὁλοκλήρωσιν τῶν συζητήσεων. Οἱ παρατηρηταὶ χαρακτηρίζουν τὴν ἐξέλιξιν ὡς σημαντικὴν διὰ τὴν περιοχὴν καὶ τὰς διεθνεῖς σχέσεις, ἐνῷ ἀναμένονται καὶ νέαι δηλώσεις ἐκ μέρους τῶν ἁρμοδίων παραγόντων. ἡ διάσκεψις τῶν ἐκπροσώπων διεξήχθη εἰς τὴν πρωτεύουσαν ὑπὸ τὴν προεδρίαν τοῦ ὑπουργοῦ, ὁ ὁποῖος ἐδήλωσεν ὅτι αἱ συνομιλίαι θὰ συνεχισθοῦν κατὰ τὰς προσεχεῖς ἡμέρας ἐντὸς πνεύματος ἀμοιβαίας κατανοήσεως καὶ συνεργασίας μεταξὺ τῶν δύο χωρῶν ἐπὶ ὅλων τῶν ζητημάτων κοινοῦ ἐνδιαφέροντος. Κατὰ τὰς αὐτὰς πληροφορίας, ἡ κυβέρνησις ἐξετάζει τὸ ἐνδεχόμενον νέων μέτρων, τὰ ὁποῖα θὰ ἀνακοινωθοῦν ἐπισήμως μετὰ τὴν ὁλοκλήρωσιν τῶν συζητήσεων. Οἱ παρατηρηταὶ χαρακτηρίζουν τὴν ἐξέλιξιν ὡς σημαντικὴν διὰ τὴν περιοχὴν καὶ τὰς διεθνεῖς σχέσεις, ἐνῷ ἀναμένονται καὶ νέαι δηλώσεις ἐκ μέρους τῶν ἁρμοδίων παραγόντων.: [599, 148, 735, 453]
article: ΑΙΔΕΡΙΟΣΑ, 1. (Ρώυτερ).— ἡ διάσκεψις τῶν ἐκπροσώπων διεξήχθη εἰς τὴν πρωτεύουσαν ὑπὸ τὴν προεδρίαν τοῦ ὑπουργοῦ, ὁ ὁποῖος ἐδήλωσεν ὅτι αἱ συνομιλίαι θὰ συνεχισθοῦν κατὰ τὰς προσεχεῖς ἡμέρας ἐντὸς πνεύματος ἀμοιβαίας κατανοήσεως καὶ συνεργασίας μεταξὺ τῶν δύο χωρῶν ἐπὶ ὅλων τῶν ζητημάτων κοινοῦ ἐνδιαφέροντος. Κατὰ τὰς αὐτὰς πληροφορίας, ἡ κυβέρνησις ἐξετάζει τὸ ἐνδεχόμενον νέων μέτρων, τὰ ὁποῖα θὰ ἀνακοινωθοῦν ἐπισήμως μετὰ τὴν ὁλοκλήρωσιν τῶν συζητήσεων. Οἱ παρατηρηταὶ χαρακτηρίζουν τὴν ἐξέλιξιν ὡς σημαντικὴν διὰ τὴν περιοχὴν καὶ τὰς διεθνεῖς σχέσεις, ἐνῷ ἀναμένονται καὶ νέαι δηλώσεις ἐκ μέρους τῶν ἁρμοδίων παραγόντων.: [1031, 835, 1172, 984]
article: ΡΑΜΠΑΤ, 1. (Ρώυτερ).— ἡ διάσκεψις τῶν ἐκπροσώπων διεξήχθη εἰς τὴν πρωτεύουσαν ὑπὸ τὴν προεδρίαν τοῦ ὑπουργοῦ, ὁ ὁποῖος ἐδήλωσεν ὅτι αἱ συνομιλίαι θὰ συνεχισθοῦν κατὰ τὰς προσεχεῖς ἡμέρας ἐντὸς πνεύματος ἀμοιβαίας κατανοήσεως καὶ συνεργασίας μεταξὺ τῶν δύο χωρῶν ἐπὶ ὅλων τῶν ζητημάτων κοινοῦ ἐνδιαφέροντος. Κατὰ τὰς αὐτὰς πληροφορίας, ἡ κυβέρνησις ἐξετάζει τὸ ἐνδεχόμενον νέων μέτρων, τὰ ὁποῖα θὰ ἀνακοινωθοῦν ἐπισήμως μετὰ τὴν ὁλοκλήρωσιν τῶν συζητήσεων. Οἱ παρατηρηταὶ χαρακτηρίζουν τὴν ἐξέλιξιν ὡς σημαντικὴν διὰ τὴν περιοχὴν καὶ τὰς διεθνεῖς σχέσεις, ἐνῷ ἀναμένονται καὶ νέαι δηλώσεις ἐκ μέρους τῶν ἁρμοδίων παραγόντων.: [1031, 1398, 1171, 1547]
headline: ΣΥΝΤΑΓΜΑΤΙΚΑΙ ΜΕΤΑΡΡΥΘΜΙΣΕΙΣ ΕΙΣ ΤΗΝ ΧΙΛΗΝ: [1038, 986, 1164, 1019]
headline: ΤΗΛΕΦΩΝΙΚΗ ΣΥΝΔΕΣΙΣ ΜΟΣΧΑΣ — ΒΙΕΝΝΗΣ: [461, 1874, 578, 1897]
headline: ΗΥΞΗΘΗ Ο ΑΡΙΘΜΟΣ ΤΩΝ ΑΝΕΡΓΩΝ ΕΙΣ ΔΥΤ. ΓΕΡΜΑΝΙΑΝ: [38, 965, 161, 997]
headline: Ο ΜΑΡΟΚΙΝΟΣ ΒΑΣΙΛΕΥΣ ΜΕΤΑΒΑΙΝΕΙ ΕΙΣ ΤΗΝ ΙΣΠΑΝΙΑΝ: [1040, 1364, 1162, 1397]
headline: ΕΡΓΑΤΙΚΗ ΑΠΕΡΓΙΑ ΕΙΣ ΤΗΝ ΙΤΑΛΙΑΝ: [33, 1660, 167, 1682]
article: ἡ διάσκεψις τῶν ἐκπροσώπων διεξήχθη εἰς τὴν πρωτεύουσαν ὑπὸ τὴν προεδρίαν τοῦ ὑπουργοῦ, ὁ ὁποῖος ἐδήλωσεν ὅτι αἱ συνομιλίαι θὰ συνεχισθοῦν κατὰ τὰς προσεχεῖς ἡμέρας ἐντὸς πνεύματος ἀμοιβαίας κατανοήσεως καὶ συνεργασίας μεταξὺ τῶν δύο χωρῶν ἐπὶ ὅλων τῶν ζητημάτων κοινοῦ ἐνδιαφέροντος. Κατὰ τὰς αὐτὰς πληροφορίας, ἡ κυβέρνησις ἐξετάζει τὸ ἐνδεχόμενον νέων μέτρων, τὰ ὁποῖα θὰ ἀνακοινωθοῦν ἐπισήμως μετὰ τὴν ὁλοκλήρωσιν τῶν συζητήσεων. Οἱ παρατηρηταὶ χαρακτηρίζουν τὴν ἐξέλιξιν ὡς σημαντικὴν διὰ τὴν περιοχὴν καὶ τὰς διεθνεῖς σχέσεις, ἐνῷ ἀναμένονται καὶ νέαι δηλώσεις ἐκ μέρους τῶν ἁρμοδίων παραγόντων.: [30, 822, 170, 963]
newspaper-page: [30, 15, 1172, 2573]
section-kicker: ΠΡΟΠΑΓΑΝΔΙΣΜΟΣ: [917, 300, 989, 309]
article: ΛΟΝΔΙΝΟΝ, 1. (Ἀσσ. Πρέσ).— ἡ διάσκεψις τῶν ἐκπροσώπων διεξήχθη εἰς τὴν πρωτεύουσαν ὑπὸ τὴν προεδρίαν τοῦ ὑπουργοῦ, ὁ ὁποῖος ἐδήλωσεν ὅτι αἱ συνομιλίαι θὰ συνεχισθοῦν κατὰ τὰς προσεχεῖς ἡμέρας ἐντὸς πνεύματος ἀμοιβαίας κατανοήσεως καὶ συνεργασίας μεταξὺ τῶν δύο χωρῶν ἐπὶ ὅλων τῶν ζητημάτων κοινοῦ ἐνδιαφέροντος. Κατὰ τὰς αὐτὰς πληροφορίας, ἡ κυβέρνησις ἐξετάζει τὸ ἐνδεχόμενον νέων μέτρων, τὰ ὁποῖα θὰ ἀνακοινωθοῦν ἐπισήμως μετὰ τὴν ὁλοκλήρωσιν τῶν συζητήσεων. Οἱ παρατηρηταὶ χαρακτηρίζουν τὴν ἐξέλιξιν ὡς σημαντικὴν διὰ τὴν περιοχὴν καὶ τὰς διεθνεῖς σχέσεις, ἐνῷ ἀναμένονται καὶ νέαι δηλώσεις ἐκ μέρους τῶν ἁρμοδίων παραγόντων.: [1031, 650, 1171, 799]
article: ἡ διάσκεψις τῶν ἐκπροσώπων διεξήχθη εἰς τὴν πρωτεύουσαν ὑπὸ τὴν προεδρίαν τοῦ ὑπουργοῦ, ὁ ὁποῖος ἐδήλωσεν ὅτι αἱ συνομιλίαι θὰ συνεχισθοῦν κατὰ τὰς προσεχεῖς ἡμέρας ἐντὸς πνεύματος ἀμοιβαίας κατανοήσεως καὶ συνεργασίας μεταξὺ τῶν δύο χωρῶν ἐπὶ ὅλων τῶν ζητημάτων κοινοῦ ἐνδιαφέροντος. Κατὰ τὰς αὐτὰς πληροφορίας, ἡ κυβέρνησις ἐξετάζει τὸ ἐνδεχόμενον νέων μέτρων, τὰ ὁποῖα θὰ ἀνακοινωθοῦν ἐπισήμως μετὰ τὴν ὁλοκλήρωσιν τῶν συζητήσεων. Οἱ παρατηρηταὶ χαρακτηρίζουν τὴν ἐξέλιξιν ὡς σημαντικὴν διὰ τὴν περιοχὴν καὶ τὰς διεθνεῖς σχέσεις, ἐνῷ ἀναμένονται καὶ νέαι δηλώσεις ἐκ μέρους τῶν ἁρμοδίων παραγόντων.: [314, 582, 440, 739]
subheadline: ΕΠΙΦΥΛΑΞΕΙΣ ΧΩΡΩΝ ΤΟΥ ΝΑΤΟ: [1041, 87, 1161, 96]
article: ἡ διάσκεψις τῶν ἐκπροσώπων διεξήχθη εἰς τὴν πρωτεύουσαν ὑπὸ τὴν προεδρίαν τοῦ ὑπουργοῦ, ὁ ὁποῖος ἐδήλωσεν ὅτι αἱ συνομιλίαι θὰ συνεχισθοῦν κατὰ τὰς προσεχεῖς ἡμέρας ἐντὸς πνεύματος ἀμοιβαίας κατανοήσεως καὶ συνεργασίας μεταξὺ τῶν δύο χωρῶν ἐπὶ ὅλων τῶν ζητημάτων κοινοῦ ἐνδιαφέροντος. Κατὰ τὰς αὐτὰς πληροφορίας, ἡ κυβέρνησις ἐξετάζει τὸ ἐνδεχόμενον νέων μέτρων, τὰ ὁποῖα θὰ ἀνακοινωθοῦν ἐπισήμως μετὰ τὴν ὁλοκλήρωσιν τῶν συζητήσεων. Οἱ παρατηρηταὶ χαρακτηρίζουν τὴν ἐξέλιξιν ὡς σημαντικὴν διὰ τὴν περιοχὴν καὶ τὰς διεθνεῖς σχέσεις, ἐνῷ ἀναμένονται καὶ νέαι δηλώσεις ἐκ μέρους τῶν ἁρμοδίων παραγόντων.: [885, 309, 1022, 458]
headline: ΚΑΤΑΔΙΚΗ ΕΛΛΗΝΟΣ ΛΑΘΡΟΜΕΤΑΝΑΣΤΟΥ ΕΙΣ ΤΟΝ ΚΑΝΑΔΑΝ: [40, 1307, 160, 1339]
article: ΛΟΝΔΙΝΟΝ, 1. (Ρώυτερ).— ἡ διάσκεψις τῶν ἐκπροσώπων διεξήχθη εἰς τὴν πρωτεύουσαν ὑπὸ τὴν προεδρίαν τοῦ ὑπουργοῦ, ὁ ὁποῖος ἐδήλωσεν ὅτι αἱ συνομιλίαι θὰ συνεχισθοῦν κατὰ τὰς προσεχεῖς ἡμέρας ἐντὸς πνεύματος ἀμοιβαίας κατανοήσεως καὶ συνεργασίας μεταξὺ τῶν δύο χωρῶν ἐπὶ ὅλων τῶν ζητημάτων κοινοῦ ἐνδιαφέροντος. Κατὰ τὰς αὐτὰς πληροφορίας, ἡ κυβέρνησις ἐξετάζει τὸ ἐνδεχόμενον νέων μέτρων, τὰ ὁποῖα θὰ ἀνακοινωθοῦν ἐπισήμως μετὰ τὴν ὁλοκλήρωσιν τῶν συζητήσεων. Οἱ παρατηρηταὶ χαρακτηρίζουν τὴν ἐξέλιξιν ὡς σημαντικὴν διὰ τὴν περιοχὴν καὶ τὰς διεθνεῖς σχέσεις, ἐνῷ ἀναμένονται καὶ νέαι δηλώσεις ἐκ μέρους τῶν ἁρμοδίων παραγόντων.: [450, 656, 588, 805]
section-kicker: ΝΕΑΙ ΕΚΚΑΘΑΡΙΣΕΙΣ: [629, 767, 705, 776]
article: ἡ διάσκεψις τῶν ἐκπροσώπων διεξήχθη εἰς τὴν πρωτεύουσαν ὑπὸ τὴν προεδρίαν τοῦ ὑπουργοῦ, ὁ ὁποῖος ἐδήλωσεν ὅτι αἱ συνομιλίαι θὰ συνεχισθοῦν κατὰ τὰς προσεχεῖς ἡμέρας ἐντὸς πνεύματος ἀμοιβαίας κατανοήσεως καὶ συνεργασίας μεταξὺ τῶν δύο χωρῶν ἐπὶ ὅλων τῶν ζητημάτων κοινοῦ ἐνδιαφέροντος. Κατὰ τὰς αὐτὰς πληροφορίας, ἡ κυβέρνησις ἐξετάζει τὸ ἐνδεχόμενον νέων μέτρων, τὰ ὁποῖα θὰ ἀνακοινωθοῦν ἐπισήμως μετὰ τὴν ὁλοκλήρωσιν τῶν συζητήσεων. Οἱ παρατηρηταὶ χαρακτηρίζουν τὴν ἐξέλιξιν ὡς σημαντικὴν διὰ τὴν περιοχὴν καὶ τὰς διεθνεῖς σχέσεις, ἐνῷ ἀναμένονται καὶ νέαι δηλώσεις ἐκ μέρους τῶν ἁρμοδίων παραγόντων. ἡ διάσκεψις τῶν ἐκπροσώπων διεξήχθη εἰς τὴν πρωτεύουσαν ὑπὸ τὴν προεδρίαν τοῦ ὑπουργοῦ, ὁ ὁποῖος ἐδήλωσεν ὅτι αἱ συνομιλίαι θὰ συνεχισθοῦν κατὰ τὰς προσεχεῖς ἡμέρας ἐντὸς πνεύματος ἀμοιβαίας κατανοήσεως καὶ συνεργασίας μεταξὺ τῶν δύο χωρῶν ἐπὶ ὅλων τῶν ζητημάτων κοινοῦ ἐνδιαφέροντος. Κατὰ τὰς αὐτὰς πληροφορίας, ἡ κυβέρνησις ἐξετάζει τὸ ἐνδεχόμενον νέων μέτρων, τὰ ὁποῖα θὰ ἀνακοινωθοῦν ἐπισήμως μετὰ τὴν ὁλοκλήρωσιν τῶν συζητήσεων. Οἱ παρατηρηταὶ χαρακτηρίζουν τὴν ἐξέλιξιν ὡς σημαντικὴν διὰ τὴν περιοχὴν καὶ τὰς διεθνεῖς σχέσεις, ἐνῷ ἀναμένονται καὶ νέαι δηλώσεις ἐκ μέρους τῶν ἁρμοδίων παραγόντων.: [599, 1915, 735, 2212]
headline: ΠΡΟΕΤΟΙΜΑΖΕΤΑΙ ΔΙΑΣΚΕΨΙΣ Κ.Κ. ΔΙΑ ΤΗΝ ΑΣΦΑΛΕΙΑΝ ΤΗΣ ΕΥΡΩΠΗΣ: [453, 17, 586, 72]
article: ΠΡΑΓΑ, 1. (Ρώυτερ).— ἡ διάσκεψις τῶν ἐκπροσώπων διεξήχθη εἰς τὴν πρωτεύουσαν ὑπὸ τὴν προεδρίαν τοῦ ὑπουργοῦ, ὁ ὁποῖος ἐδήλωσεν ὅτι αἱ συνομιλίαι θὰ συνεχισθοῦν κατὰ τὰς προσεχεῖς ἡμέρας ἐντὸς πνεύματος ἀμοιβαίας κατανοήσεως καὶ συνεργασίας μεταξὺ τῶν δύο χωρῶν ἐπὶ ὅλων τῶν ζητημάτων κοινοῦ ἐνδιαφέροντος. Κατὰ τὰς αὐτὰς πληροφορίας, ἡ κυβέρνησις ἐξετάζει τὸ ἐνδεχόμενον νέων μέτρων, τὰ ὁποῖα θὰ ἀνακοινωθοῦν ἐπισήμως μετὰ τὴν ὁλοκλήρωσιν τῶν συζητήσεων. Οἱ παρατηρηταὶ χαρακτηρίζουν τὴν ἐξέλιξιν ὡς σημαντικὴν διὰ τὴν περιοχὴν καὶ τὰς διεθνεῖς σχέσεις, ἐνῷ ἀναμένονται καὶ νέαι δηλώσεις ἐκ μέρους τῶν ἁρμοδίων παραγόντων.: [1031, 1747, 1172, 1896]
article: ἡ διάσκεψις τῶν ἐκπροσώπων διεξήχθη εἰς τὴν πρωτεύουσαν ὑπὸ τὴν προεδρίαν τοῦ ὑπουργοῦ, ὁ ὁποῖος ἐδήλωσεν ὅτι αἱ συνομιλίαι θὰ συνεχισθοῦν κατὰ τὰς προσεχεῖς ἡμέρας ἐντὸς πνεύματος ἀμοιβαίας κατανοήσεως καὶ συνεργασίας μεταξὺ τῶν δύο χωρῶν ἐπὶ ὅλων τῶν ζητημάτων κοινοῦ ἐνδιαφέροντος. Κατὰ τὰς αὐτὰς πληροφορίας, ἡ κυβέρνησις ἐξετάζει τὸ ἐνδεχόμενον νέων μέτρων, τὰ ὁποῖα θὰ ἀνακοινωθοῦν ἐπισήμως μετὰ τὴν ὁλοκλήρωσιν τῶν συζητήσεων. Οἱ παρατηρηταὶ χαρακτηρίζουν τὴν ἐξέλιξιν ὡς σημαντικὴν διὰ τὴν περιοχὴν καὶ τὰς διεθνεῖς σχέσεις, ἐνῷ ἀναμένονται καὶ νέαι δηλώσεις ἐκ μέρους τῶν ἁρμοδίων παραγόντων.: [314, 321, 440, 478]
article: ΚΑΓΙΡΟΝ, 1. (Ρώυτερ).— ἡ διάσκεψις τῶν ἐκπροσώπων διεξήχθη εἰς τὴν πρωτεύουσαν ὑπὸ τὴν προεδρίαν τοῦ ὑπουργοῦ, ὁ ὁποῖος ἐδήλωσεν ὅτι αἱ συνομιλίαι θὰ συνεχισθοῦν κατὰ τὰς προσεχεῖς ἡμέρας ἐντὸς πνεύματος ἀμοιβαίας κατανοήσεως καὶ συνεργασίας μεταξὺ τῶν δύο χωρῶν ἐπὶ ὅλων τῶν ζητημάτων κοινοῦ ἐνδιαφέροντος. Κατὰ τὰς αὐτὰς πληροφορίας, ἡ κυβέρνησις ἐξετάζει τὸ ἐνδεχόμενον νέων μέτρων, τὰ ὁποῖα θὰ ἀνακοινωθοῦν ἐπισήμως μετὰ τὴν ὁλοκλήρωσιν τῶν συζητήσεων. Οἱ παρατηρηταὶ χαρακτηρίζουν τὴν ἐξέλιξιν ὡς σημαντικὴν διὰ τὴν περιοχὴν καὶ τὰς διεθνεῖς σχέσεις, ἐνῷ ἀναμένονται καὶ νέαι δηλώσεις ἐκ μέρους τῶν ἁρμοδίων παραγόντων.: [1031, 1921, 1172, 2070]
article: ΜΟΣΧΑ, 1. (Ἀσσ. Πρέσ).— ἡ διάσκεψις τῶν ἐκπροσώπων διεξήχθη εἰς τὴν πρωτεύουσαν ὑπὸ τὴν προεδρίαν τοῦ ὑπουργοῦ, ὁ ὁποῖος ἐδήλωσεν ὅτι αἱ συνομιλίαι θὰ συνεχισθοῦν κατὰ τὰς προσεχεῖς ἡμέρας ἐντὸς πνεύματος ἀμοιβαίας κατανοήσεως καὶ συνεργασίας μεταξὺ τῶν δύο χωρῶν ἐπὶ ὅλων τῶν ζητημάτων κοινοῦ ἐνδιαφέροντος. Κατὰ τὰς αὐτὰς πληροφορίας, ἡ κυβέρνησις ἐξετάζει τὸ ἐνδεχόμενον νέων μέτρων, τὰ ὁποῖα θὰ ἀνακοινωθοῦν ἐπισήμως μετὰ τὴν ὁλοκλήρωσιν τῶν συζητήσεων. Οἱ παρατηρηταὶ χαρακτηρίζουν τὴν ἐξέλιξιν ὡς σημαντικὴν διὰ τὴν περιοχὴν καὶ τὰς διεθνεῖς σχέσεις, ἐνῷ ἀναμένονται καὶ νέαι δηλώσεις ἐκ μέρους τῶν ἁρμοδίων παραγόντων.: [180, 1863, 307, 2028]
article: ἡ διάσκεψις τῶν ἐκπροσώπων διεξήχθη εἰς τὴν πρωτεύουσαν ὑπὸ τὴν προεδρίαν τοῦ ὑπουργοῦ, ὁ ὁποῖος ἐδήλωσεν ὅτι αἱ συνομιλίαι θὰ συνεχισθοῦν κατὰ τὰς προσεχεῖς ἡμέρας ἐντὸς πνεύματος ἀμοιβαίας κατανοήσεως καὶ συνεργασίας μεταξὺ τῶν δύο χωρῶν ἐπὶ ὅλων τῶν ζητημάτων κοινοῦ ἐνδιαφέροντος. Κατὰ τὰς αὐτὰς πληροφορίας, ἡ κυβέρνησις ἐξετάζει τὸ ἐνδεχόμενον νέων μέτρων, τὰ ὁποῖα θὰ ἀνακοινωθοῦν ἐπισήμως μετὰ τὴν ὁλοκλήρωσιν τῶν συζητήσεων. Οἱ παρατηρηταὶ χαρακτηρίζουν τὴν ἐξέλιξιν ὡς σημαντικὴν διὰ τὴν περιοχὴν καὶ τὰς διεθνεῖς σχέσεις, ἐνῷ ἀναμένονται καὶ νέαι δηλώσεις ἐκ μέρους τῶν ἁρμοδίων παραγόντων.: [30, 998, 170, 1138]
headline: ΤΟ ΠΟΡΙΣΜΑ ΔΙΑ ΤΟ ΝΑΥΑΓΙΟΝ ΤΟΥ "ΗΡΑΚΛΕΙΟΥ": [51, 622, 149, 655]
